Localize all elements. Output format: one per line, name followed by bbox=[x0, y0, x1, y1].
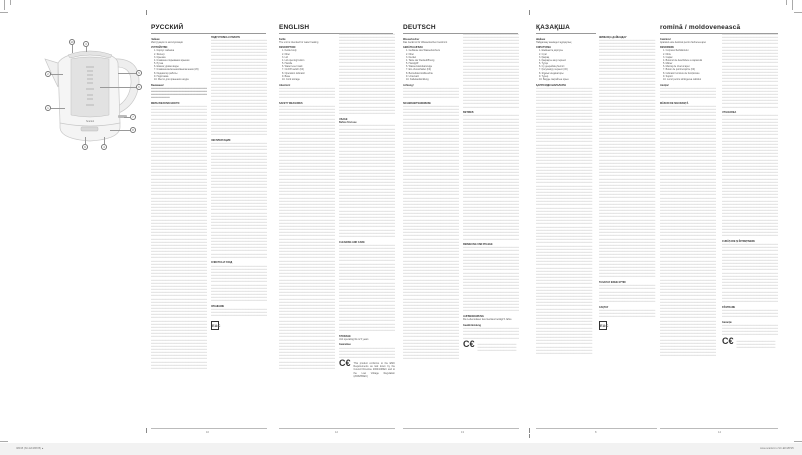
kz-paragraph: ━━━━━━━━━━━━━━━━━━━━━━━━━━━━━━━━━━━━━━━ ━━━━━━━━━━━━━━━━━━━━━━━━━━━━━━━━━━━━━━━ ━━━━━━━━━━━━━━━━━━━━━━━━━━━━━━━━━━━━━━━ bbox=[599, 308, 656, 319]
section-title-kz: ҚАЗАҚША bbox=[536, 24, 571, 31]
en-part: 8. Operation indicator bbox=[282, 71, 305, 75]
ru-storage-title: ХРАНЕНИЕ bbox=[211, 304, 225, 308]
footer-meta-left: IM015 (SC-EK18P25) ● bbox=[16, 447, 44, 450]
en-paragraph: ━━━━━━━━━━━━━━━━━━━━━━━━━━━━━━━━━━━━━━━ ━━━━━━━━━━━━━━━━━━━━━━━━━━━━━━━━━━━━━━━ ━━━━━━━━━━━━━━━━━━━━━━━━━━━━━━━━━━━━━━━ ━━━━━━━━━━━━━━━━━━━━━━━━━━━━━━━━━━━━━━━ bbox=[339, 346, 395, 359]
de-subtitle-text: Das Gerät ist für Wasserkochen bestimmt bbox=[403, 40, 448, 44]
crop-mark bbox=[0, 12, 8, 13]
ru-part: 4. Клавиша открывания крышки bbox=[154, 58, 190, 62]
eac-mark: EAC bbox=[212, 322, 221, 328]
en-part: 5. Handle bbox=[282, 62, 293, 66]
ru-use-title: ЭКСПЛУАТАЦИЯ bbox=[211, 139, 231, 142]
crop-mark bbox=[786, 0, 787, 5]
ru-part: 9. Подставка bbox=[154, 74, 169, 78]
kz-storage-title: САҚТАУ bbox=[599, 305, 609, 309]
ro-part: 4. Butonul de deschidere a capacului bbox=[663, 58, 703, 62]
page-bottom-rule bbox=[536, 428, 657, 429]
callout-leader bbox=[100, 87, 136, 88]
ro-column-2 bbox=[722, 33, 778, 423]
de-paragraph: ━━━━━━━━━━━━━━━━━━━━━━━━━━━━━━━━━━━━━━━ ━━━━━━━━━━━━━━━━━━━━━━━━━━━━━━━━━━━━━━━ ━━━━━━━━━━━━━━━━━━━━━━━━━━━━━━━━━━━━━━━ ━━━━━━━━━━━━━━━━━━━━━━━━━━━━━━━━━━━━━━━ ━━━━━━━━━━━━━━━━━━━━━━━━━━━━━━━━━━━━━━━ ━━━━━━━━━━━━━━━━━━━━━━━━━━━━━━━━━━━━━━━ ━━━━━━━━━━━━━━━━━━━━━━━━━━━━━━━━━━━━━━━ ━━━━━━━━━━━━━━━━━━━━━━━━━━━━━━━━━━━━━━━ ━━━━━━━━━━━━━━━━━━━━━━━━━━━━━━━━━━━━━━━ ━━━━━━━━━━━━━━━━━━━━━━━━━━━━━━━━━━━━━━━ ━━━━━━━━━━━━━━━━━━━━━━━━━━━━━━━━━━━━━━━ ━━━━━━━━━━━━━━━━━━━━━━━━━━━━━━━━━━━━━━━ ━━━━━━━━━━━━━━━━━━━━━━━━━━━━━━━━━━━━━━━ ━━━━━━━━━━━━━━━━━━━━━━━━━━━━━━━━━━━━━━━ ━━━━━━━━━━━━━━━━━━━━━━━━━━━━━━━━━━━━━━━ ━━━━━━━━━━━━━━━━━━━━━━━━━━━━━━━━━━━━━━━ ━━━━━━━━━━━━━━━━━━━━━━━━━━━━━━━━━━━━━━━ ━━━━━━━━━━━━━━━━━━━━━━━━━━━━━━━━━━━━━━━ ━━━━━━━━━━━━━━━━━━━━━━━━━━━━━━━━━━━━━━━ ━━━━━━━━━━━━━━━━━━━━━━━━━━━━━━━━━━━━━━━ ━━━━━━━━━━━━━━━━━━━━━━━━━━━━━━━━━━━━━━━ bbox=[463, 246, 519, 313]
fold-mark bbox=[146, 428, 147, 433]
de-ce-text: ━━━━━━━━━━━━━━━━━━━━━━━━━━━ ━━━━━━━━━━━━━━━━━━━━━━━━━━━ ━━━━━━━━━━━━━━━━━━━━━━━━━━━ bbox=[477, 342, 517, 352]
callout-6: 6 bbox=[136, 84, 142, 90]
de-service-life: Die Lebensdauer des Gerätes beträgt 5 Jahre bbox=[463, 318, 512, 322]
page-bottom-rule bbox=[660, 428, 778, 429]
kz-parts-title: СИПАТТАМА bbox=[536, 46, 551, 50]
en-warranty-title: Guarantee bbox=[339, 343, 351, 347]
page-number: 13 bbox=[461, 431, 464, 434]
kettle-diagram bbox=[40, 35, 140, 155]
ro-safety-title: MĂSURI DE SIGURANȚĂ bbox=[660, 101, 689, 105]
callout-leader bbox=[51, 74, 63, 75]
de-paragraph: ━━━━━━━━━━━━━━━━━━━━━━━━━━━━━━━━━━━━━━━ ━━━━━━━━━━━━━━━━━━━━━━━━━━━━━━━━━━━━━━━ ━━━━━━━━━━━━━━━━━━━━━━━━━━━━━━━━━━━━━━━ ━━━━━━━━━━━━━━━━━━━━━━━━━━━━━━━━━━━━━━━ bbox=[463, 327, 519, 340]
callout-2: 2 bbox=[45, 71, 51, 77]
en-ce-text: This product conforms to the EMC Requirements as laid down by the Council Directive 2004/108/EC and to the Low Voltage Regulation (2006/95/EC) bbox=[353, 362, 395, 378]
ru-paragraph: ━━━━━━━━━━━━━━━━━━━━━━━━━━━━━━━━━━━━━━━ ━━━━━━━━━━━━━━━━━━━━━━━━━━━━━━━━━━━━━━━ ━━━━━━━━━━━━━━━━━━━━━━━━━━━━━━━━━━━━━━━ ━━━━━━━━━━━━━━━━━━━━━━━━━━━━━━━━━━━━━━━ ━━━━━━━━━━━━━━━━━━━━━━━━━━━━━━━━━━━━━━━ ━━━━━━━━━━━━━━━━━━━━━━━━━━━━━━━━━━━━━━━ ━━━━━━━━━━━━━━━━━━━━━━━━━━━━━━━━━━━━━━━ ━━━━━━━━━━━━━━━━━━━━━━━━━━━━━━━━━━━━━━━ ━━━━━━━━━━━━━━━━━━━━━━━━━━━━━━━━━━━━━━━ ━━━━━━━━━━━━━━━━━━━━━━━━━━━━━━━━━━━━━━━ ━━━━━━━━━━━━━━━━━━━━━━━━━━━━━━━━━━━━━━━ ━━━━━━━━━━━━━━━━━━━━━━━━━━━━━━━━━━━━━━━ ━━━━━━━━━━━━━━━━━━━━━━━━━━━━━━━━━━━━━━━ ━━━━━━━━━━━━━━━━━━━━━━━━━━━━━━━━━━━━━━━ ━━━━━━━━━━━━━━━━━━━━━━━━━━━━━━━━━━━━━━━ ━━━━━━━━━━━━━━━━━━━━━━━━━━━━━━━━━━━━━━━ ━━━━━━━━━━━━━━━━━━━━━━━━━━━━━━━━━━━━━━━ ━━━━━━━━━━━━━━━━━━━━━━━━━━━━━━━━━━━━━━━ ━━━━━━━━━━━━━━━━━━━━━━━━━━━━━━━━━━━━━━━ ━━━━━━━━━━━━━━━━━━━━━━━━━━━━━━━━━━━━━━━ ━━━━━━━━━━━━━━━━━━━━━━━━━━━━━━━━━━━━━━━ ━━━━━━━━━━━━━━━━━━━━━━━━━━━━━━━━━━━━━━━ ━━━━━━━━━━━━━━━━━━━━━━━━━━━━━━━━━━━━━━━ ━━━━━━━━━━━━━━━━━━━━━━━━━━━━━━━━━━━━━━━ ━━━━━━━━━━━━━━━━━━━━━━━━━━━━━━━━━━━━━━━ ━━━━━━━━━━━━━━━━━━━━━━━━━━━━━━━━━━━━━━━ ━━━━━━━━━━━━━━━━━━━━━━━━━━━━━━━━━━━━━━━ ━━━━━━━━━━━━━━━━━━━━━━━━━━━━━━━━━━━━━━━ ━━━━━━━━━━━━━━━━━━━━━━━━━━━━━━━━━━━━━━━ ━━━━━━━━━━━━━━━━━━━━━━━━━━━━━━━━━━━━━━━ ━━━━━━━━━━━━━━━━━━━━━━━━━━━━━━━━━━━━━━━ bbox=[211, 38, 267, 137]
callout-9: 9 bbox=[82, 144, 88, 150]
ro-cleaning-title: CURĂȚARE ȘI ÎNTREȚINERE bbox=[722, 240, 755, 243]
de-part: 9. Untersatz bbox=[406, 74, 419, 78]
de-column-2 bbox=[463, 33, 519, 423]
ro-part: 10. Locul pentru strângerea cablului bbox=[663, 77, 702, 81]
callout-leader bbox=[124, 117, 130, 118]
de-part: 5. Handgriff bbox=[406, 62, 419, 66]
fold-mark bbox=[529, 434, 530, 438]
ru-part: 8. Индикатор работы bbox=[154, 71, 178, 75]
ru-part: 7. Клавиша включения/выключения (I/0) bbox=[154, 68, 199, 72]
de-operation-title: BETRIEB bbox=[463, 111, 474, 115]
section-title-en: ENGLISH bbox=[279, 24, 310, 31]
ce-mark-icon: C€ bbox=[722, 335, 734, 346]
kz-part: 8. Жұмыс индикаторы bbox=[539, 71, 564, 75]
callout-5: 5 bbox=[136, 70, 142, 76]
ru-operation-title: ПОДГОТОВКА К РАБОТЕ bbox=[211, 35, 241, 39]
ru-parts-title: УСТРОЙСТВО bbox=[151, 46, 168, 50]
de-part: 8. Betriebskontrollleuchte bbox=[406, 71, 433, 75]
title-rule bbox=[536, 33, 596, 34]
kz-paragraph: ━━━━━━━━━━━━━━━━━━━━━━━━━━━━━━━━━━━━━━━ ━━━━━━━━━━━━━━━━━━━━━━━━━━━━━━━━━━━━━━━ ━━━━━━━━━━━━━━━━━━━━━━━━━━━━━━━━━━━━━━━ ━━━━━━━━━━━━━━━━━━━━━━━━━━━━━━━━━━━━━━━ ━━━━━━━━━━━━━━━━━━━━━━━━━━━━━━━━━━━━━━━ ━━━━━━━━━━━━━━━━━━━━━━━━━━━━━━━━━━━━━━━ ━━━━━━━━━━━━━━━━━━━━━━━━━━━━━━━━━━━━━━━ ━━━━━━━━━━━━━━━━━━━━━━━━━━━━━━━━━━━━━━━ ━━━━━━━━━━━━━━━━━━━━━━━━━━━━━━━━━━━━━━━ ━━━━━━━━━━━━━━━━━━━━━━━━━━━━━━━━━━━━━━━ ━━━━━━━━━━━━━━━━━━━━━━━━━━━━━━━━━━━━━━━ ━━━━━━━━━━━━━━━━━━━━━━━━━━━━━━━━━━━━━━━ ━━━━━━━━━━━━━━━━━━━━━━━━━━━━━━━━━━━━━━━ ━━━━━━━━━━━━━━━━━━━━━━━━━━━━━━━━━━━━━━━ ━━━━━━━━━━━━━━━━━━━━━━━━━━━━━━━━━━━━━━━ ━━━━━━━━━━━━━━━━━━━━━━━━━━━━━━━━━━━━━━━ ━━━━━━━━━━━━━━━━━━━━━━━━━━━━━━━━━━━━━━━ ━━━━━━━━━━━━━━━━━━━━━━━━━━━━━━━━━━━━━━━ ━━━━━━━━━━━━━━━━━━━━━━━━━━━━━━━━━━━━━━━ ━━━━━━━━━━━━━━━━━━━━━━━━━━━━━━━━━━━━━━━ ━━━━━━━━━━━━━━━━━━━━━━━━━━━━━━━━━━━━━━━ ━━━━━━━━━━━━━━━━━━━━━━━━━━━━━━━━━━━━━━━ ━━━━━━━━━━━━━━━━━━━━━━━━━━━━━━━━━━━━━━━ ━━━━━━━━━━━━━━━━━━━━━━━━━━━━━━━━━━━━━━━ ━━━━━━━━━━━━━━━━━━━━━━━━━━━━━━━━━━━━━━━ ━━━━━━━━━━━━━━━━━━━━━━━━━━━━━━━━━━━━━━━ ━━━━━━━━━━━━━━━━━━━━━━━━━━━━━━━━━━━━━━━ ━━━━━━━━━━━━━━━━━━━━━━━━━━━━━━━━━━━━━━━ ━━━━━━━━━━━━━━━━━━━━━━━━━━━━━━━━━━━━━━━ ━━━━━━━━━━━━━━━━━━━━━━━━━━━━━━━━━━━━━━━ ━━━━━━━━━━━━━━━━━━━━━━━━━━━━━━━━━━━━━━━ ━━━━━━━━━━━━━━━━━━━━━━━━━━━━━━━━━━━━━━━ ━━━━━━━━━━━━━━━━━━━━━━━━━━━━━━━━━━━━━━━ ━━━━━━━━━━━━━━━━━━━━━━━━━━━━━━━━━━━━━━━ ━━━━━━━━━━━━━━━━━━━━━━━━━━━━━━━━━━━━━━━ ━━━━━━━━━━━━━━━━━━━━━━━━━━━━━━━━━━━━━━━ ━━━━━━━━━━━━━━━━━━━━━━━━━━━━━━━━━━━━━━━ ━━━━━━━━━━━━━━━━━━━━━━━━━━━━━━━━━━━━━━━ ━━━━━━━━━━━━━━━━━━━━━━━━━━━━━━━━━━━━━━━ ━━━━━━━━━━━━━━━━━━━━━━━━━━━━━━━━━━━━━━━ ━━━━━━━━━━━━━━━━━━━━━━━━━━━━━━━━━━━━━━━ ━━━━━━━━━━━━━━━━━━━━━━━━━━━━━━━━━━━━━━━ ━━━━━━━━━━━━━━━━━━━━━━━━━━━━━━━━━━━━━━━ ━━━━━━━━━━━━━━━━━━━━━━━━━━━━━━━━━━━━━━━ ━━━━━━━━━━━━━━━━━━━━━━━━━━━━━━━━━━━━━━━ ━━━━━━━━━━━━━━━━━━━━━━━━━━━━━━━━━━━━━━━ ━━━━━━━━━━━━━━━━━━━━━━━━━━━━━━━━━━━━━━━ ━━━━━━━━━━━━━━━━━━━━━━━━━━━━━━━━━━━━━━━ ━━━━━━━━━━━━━━━━━━━━━━━━━━━━━━━━━━━━━━━ ━━━━━━━━━━━━━━━━━━━━━━━━━━━━━━━━━━━━━━━ ━━━━━━━━━━━━━━━━━━━━━━━━━━━━━━━━━━━━━━━ ━━━━━━━━━━━━━━━━━━━━━━━━━━━━━━━━━━━━━━━ ━━━━━━━━━━━━━━━━━━━━━━━━━━━━━━━━━━━━━━━ ━━━━━━━━━━━━━━━━━━━━━━━━━━━━━━━━━━━━━━━ ━━━━━━━━━━━━━━━━━━━━━━━━━━━━━━━━━━━━━━━ ━━━━━━━━━━━━━━━━━━━━━━━━━━━━━━━━━━━━━━━ ━━━━━━━━━━━━━━━━━━━━━━━━━━━━━━━━━━━━━━━ ━━━━━━━━━━━━━━━━━━━━━━━━━━━━━━━━━━━━━━━ ━━━━━━━━━━━━━━━━━━━━━━━━━━━━━━━━━━━━━━━ ━━━━━━━━━━━━━━━━━━━━━━━━━━━━━━━━━━━━━━━ ━━━━━━━━━━━━━━━━━━━━━━━━━━━━━━━━━━━━━━━ ━━━━━━━━━━━━━━━━━━━━━━━━━━━━━━━━━━━━━━━ ━━━━━━━━━━━━━━━━━━━━━━━━━━━━━━━━━━━━━━━ ━━━━━━━━━━━━━━━━━━━━━━━━━━━━━━━━━━━━━━━ ━━━━━━━━━━━━━━━━━━━━━━━━━━━━━━━━━━━━━━━ ━━━━━━━━━━━━━━━━━━━━━━━━━━━━━━━━━━━━━━━ ━━━━━━━━━━━━━━━━━━━━━━━━━━━━━━━━━━━━━━━ ━━━━━━━━━━━━━━━━━━━━━━━━━━━━━━━━━━━━━━━ ━━━━━━━━━━━━━━━━━━━━━━━━━━━━━━━━━━━━━━━ ━━━━━━━━━━━━━━━━━━━━━━━━━━━━━━━━━━━━━━━ ━━━━━━━━━━━━━━━━━━━━━━━━━━━━━━━━━━━━━━━ ━━━━━━━━━━━━━━━━━━━━━━━━━━━━━━━━━━━━━━━ ━━━━━━━━━━━━━━━━━━━━━━━━━━━━━━━━━━━━━━━ ━━━━━━━━━━━━━━━━━━━━━━━━━━━━━━━━━━━━━━━ ━━━━━━━━━━━━━━━━━━━━━━━━━━━━━━━━━━━━━━━ ━━━━━━━━━━━━━━━━━━━━━━━━━━━━━━━━━━━━━━━ ━━━━━━━━━━━━━━━━━━━━━━━━━━━━━━━━━━━━━━━ ━━━━━━━━━━━━━━━━━━━━━━━━━━━━━━━━━━━━━━━ ━━━━━━━━━━━━━━━━━━━━━━━━━━━━━━━━━━━━━━━ ━━━━━━━━━━━━━━━━━━━━━━━━━━━━━━━━━━━━━━━ ━━━━━━━━━━━━━━━━━━━━━━━━━━━━━━━━━━━━━━━ ━━━━━━━━━━━━━━━━━━━━━━━━━━━━━━━━━━━━━━━ ━━━━━━━━━━━━━━━━━━━━━━━━━━━━━━━━━━━━━━━ ━━━━━━━━━━━━━━━━━━━━━━━━━━━━━━━━━━━━━━━ ━━━━━━━━━━━━━━━━━━━━━━━━━━━━━━━━━━━━━━━ bbox=[536, 86, 593, 355]
kz-part: 5. Тұтқа bbox=[539, 62, 548, 66]
callout-leader bbox=[85, 137, 86, 144]
kz-subtitle-text: Пайдалану жөніндегі нұсқаулық bbox=[536, 40, 572, 44]
en-part: 2. Filter bbox=[282, 52, 290, 56]
ce-mark-icon: C€ bbox=[339, 358, 351, 369]
en-paragraph: ━━━━━━━━━━━━━━━━━━━━━━━━━━━━━━━━━━━━━━━ ━━━━━━━━━━━━━━━━━━━━━━━━━━━━━━━━━━━━━━━ ━━━━━━━━━━━━━━━━━━━━━━━━━━━━━━━━━━━━━━━ ━━━━━━━━━━━━━━━━━━━━━━━━━━━━━━━━━━━━━━━ ━━━━━━━━━━━━━━━━━━━━━━━━━━━━━━━━━━━━━━━ ━━━━━━━━━━━━━━━━━━━━━━━━━━━━━━━━━━━━━━━ ━━━━━━━━━━━━━━━━━━━━━━━━━━━━━━━━━━━━━━━ ━━━━━━━━━━━━━━━━━━━━━━━━━━━━━━━━━━━━━━━ ━━━━━━━━━━━━━━━━━━━━━━━━━━━━━━━━━━━━━━━ ━━━━━━━━━━━━━━━━━━━━━━━━━━━━━━━━━━━━━━━ ━━━━━━━━━━━━━━━━━━━━━━━━━━━━━━━━━━━━━━━ ━━━━━━━━━━━━━━━━━━━━━━━━━━━━━━━━━━━━━━━ ━━━━━━━━━━━━━━━━━━━━━━━━━━━━━━━━━━━━━━━ ━━━━━━━━━━━━━━━━━━━━━━━━━━━━━━━━━━━━━━━ ━━━━━━━━━━━━━━━━━━━━━━━━━━━━━━━━━━━━━━━ ━━━━━━━━━━━━━━━━━━━━━━━━━━━━━━━━━━━━━━━ ━━━━━━━━━━━━━━━━━━━━━━━━━━━━━━━━━━━━━━━ ━━━━━━━━━━━━━━━━━━━━━━━━━━━━━━━━━━━━━━━ ━━━━━━━━━━━━━━━━━━━━━━━━━━━━━━━━━━━━━━━ ━━━━━━━━━━━━━━━━━━━━━━━━━━━━━━━━━━━━━━━ ━━━━━━━━━━━━━━━━━━━━━━━━━━━━━━━━━━━━━━━ ━━━━━━━━━━━━━━━━━━━━━━━━━━━━━━━━━━━━━━━ ━━━━━━━━━━━━━━━━━━━━━━━━━━━━━━━━━━━━━━━ ━━━━━━━━━━━━━━━━━━━━━━━━━━━━━━━━━━━━━━━ ━━━━━━━━━━━━━━━━━━━━━━━━━━━━━━━━━━━━━━━ ━━━━━━━━━━━━━━━━━━━━━━━━━━━━━━━━━━━━━━━ ━━━━━━━━━━━━━━━━━━━━━━━━━━━━━━━━━━━━━━━ ━━━━━━━━━━━━━━━━━━━━━━━━━━━━━━━━━━━━━━━ ━━━━━━━━━━━━━━━━━━━━━━━━━━━━━━━━━━━━━━━ ━━━━━━━━━━━━━━━━━━━━━━━━━━━━━━━━━━━━━━━ ━━━━━━━━━━━━━━━━━━━━━━━━━━━━━━━━━━━━━━━ ━━━━━━━━━━━━━━━━━━━━━━━━━━━━━━━━━━━━━━━ ━━━━━━━━━━━━━━━━━━━━━━━━━━━━━━━━━━━━━━━ ━━━━━━━━━━━━━━━━━━━━━━━━━━━━━━━━━━━━━━━ ━━━━━━━━━━━━━━━━━━━━━━━━━━━━━━━━━━━━━━━ ━━━━━━━━━━━━━━━━━━━━━━━━━━━━━━━━━━━━━━━ ━━━━━━━━━━━━━━━━━━━━━━━━━━━━━━━━━━━━━━━ ━━━━━━━━━━━━━━━━━━━━━━━━━━━━━━━━━━━━━━━ ━━━━━━━━━━━━━━━━━━━━━━━━━━━━━━━━━━━━━━━ ━━━━━━━━━━━━━━━━━━━━━━━━━━━━━━━━━━━━━━━ ━━━━━━━━━━━━━━━━━━━━━━━━━━━━━━━━━━━━━━━ ━━━━━━━━━━━━━━━━━━━━━━━━━━━━━━━━━━━━━━━ ━━━━━━━━━━━━━━━━━━━━━━━━━━━━━━━━━━━━━━━ ━━━━━━━━━━━━━━━━━━━━━━━━━━━━━━━━━━━━━━━ ━━━━━━━━━━━━━━━━━━━━━━━━━━━━━━━━━━━━━━━ ━━━━━━━━━━━━━━━━━━━━━━━━━━━━━━━━━━━━━━━ ━━━━━━━━━━━━━━━━━━━━━━━━━━━━━━━━━━━━━━━ ━━━━━━━━━━━━━━━━━━━━━━━━━━━━━━━━━━━━━━━ ━━━━━━━━━━━━━━━━━━━━━━━━━━━━━━━━━━━━━━━ ━━━━━━━━━━━━━━━━━━━━━━━━━━━━━━━━━━━━━━━ ━━━━━━━━━━━━━━━━━━━━━━━━━━━━━━━━━━━━━━━ ━━━━━━━━━━━━━━━━━━━━━━━━━━━━━━━━━━━━━━━ ━━━━━━━━━━━━━━━━━━━━━━━━━━━━━━━━━━━━━━━ ━━━━━━━━━━━━━━━━━━━━━━━━━━━━━━━━━━━━━━━ ━━━━━━━━━━━━━━━━━━━━━━━━━━━━━━━━━━━━━━━ ━━━━━━━━━━━━━━━━━━━━━━━━━━━━━━━━━━━━━━━ ━━━━━━━━━━━━━━━━━━━━━━━━━━━━━━━━━━━━━━━ ━━━━━━━━━━━━━━━━━━━━━━━━━━━━━━━━━━━━━━━ ━━━━━━━━━━━━━━━━━━━━━━━━━━━━━━━━━━━━━━━ ━━━━━━━━━━━━━━━━━━━━━━━━━━━━━━━━━━━━━━━ ━━━━━━━━━━━━━━━━━━━━━━━━━━━━━━━━━━━━━━━ ━━━━━━━━━━━━━━━━━━━━━━━━━━━━━━━━━━━━━━━ ━━━━━━━━━━━━━━━━━━━━━━━━━━━━━━━━━━━━━━━ ━━━━━━━━━━━━━━━━━━━━━━━━━━━━━━━━━━━━━━━ ━━━━━━━━━━━━━━━━━━━━━━━━━━━━━━━━━━━━━━━ ━━━━━━━━━━━━━━━━━━━━━━━━━━━━━━━━━━━━━━━ ━━━━━━━━━━━━━━━━━━━━━━━━━━━━━━━━━━━━━━━ ━━━━━━━━━━━━━━━━━━━━━━━━━━━━━━━━━━━━━━━ ━━━━━━━━━━━━━━━━━━━━━━━━━━━━━━━━━━━━━━━ ━━━━━━━━━━━━━━━━━━━━━━━━━━━━━━━━━━━━━━━ ━━━━━━━━━━━━━━━━━━━━━━━━━━━━━━━━━━━━━━━ ━━━━━━━━━━━━━━━━━━━━━━━━━━━━━━━━━━━━━━━ ━━━━━━━━━━━━━━━━━━━━━━━━━━━━━━━━━━━━━━━ ━━━━━━━━━━━━━━━━━━━━━━━━━━━━━━━━━━━━━━━ ━━━━━━━━━━━━━━━━━━━━━━━━━━━━━━━━━━━━━━━ ━━━━━━━━━━━━━━━━━━━━━━━━━━━━━━━━━━━━━━━ ━━━━━━━━━━━━━━━━━━━━━━━━━━━━━━━━━━━━━━━ ━━━━━━━━━━━━━━━━━━━━━━━━━━━━━━━━━━━━━━━ ━━━━━━━━━━━━━━━━━━━━━━━━━━━━━━━━━━━━━━━ ━━━━━━━━━━━━━━━━━━━━━━━━━━━━━━━━━━━━━━━ ━━━━━━━━━━━━━━━━━━━━━━━━━━━━━━━━━━━━━━━ ━━━━━━━━━━━━━━━━━━━━━━━━━━━━━━━━━━━━━━━ ━━━━━━━━━━━━━━━━━━━━━━━━━━━━━━━━━━━━━━━ ━━━━━━━━━━━━━━━━━━━━━━━━━━━━━━━━━━━━━━━ bbox=[279, 104, 335, 370]
en-service-life: Unit operating life is 5 years bbox=[339, 337, 369, 341]
kz-part: 9. Тұғыр bbox=[539, 74, 549, 78]
ro-column-1 bbox=[660, 35, 716, 425]
callout-3: 3 bbox=[83, 41, 89, 47]
de-part: 7. Ein-/Ausschalter (I/0) bbox=[406, 68, 431, 72]
de-part: 3. Deckel bbox=[406, 55, 416, 59]
en-ce-block bbox=[339, 358, 395, 378]
page-number: 12 bbox=[335, 431, 338, 434]
ro-ce-text: ━━━━━━━━━━━━━━━━━━━━━━━━━━━ ━━━━━━━━━━━━━━━━━━━━━━━━━━━ ━━━━━━━━━━━━━━━━━━━━━━━━━━━ bbox=[736, 339, 776, 349]
ro-part: 3. Capac bbox=[663, 55, 673, 59]
kz-paragraph: ━━━━━━━━━━━━━━━━━━━━━━━━━━━━━━━━━━━━━━━ ━━━━━━━━━━━━━━━━━━━━━━━━━━━━━━━━━━━━━━━ ━━━━━━━━━━━━━━━━━━━━━━━━━━━━━━━━━━━━━━━ ━━━━━━━━━━━━━━━━━━━━━━━━━━━━━━━━━━━━━━━ ━━━━━━━━━━━━━━━━━━━━━━━━━━━━━━━━━━━━━━━ ━━━━━━━━━━━━━━━━━━━━━━━━━━━━━━━━━━━━━━━ bbox=[599, 284, 656, 303]
en-part: 9. Base bbox=[282, 74, 291, 78]
ru-part: 2. Фильтр bbox=[154, 52, 165, 56]
en-part: 6. Water level mark bbox=[282, 65, 303, 69]
page-number: 14 bbox=[718, 431, 721, 434]
ru-part: 1. Корпус чайника bbox=[154, 49, 175, 53]
callout-4: 4 bbox=[101, 144, 107, 150]
footer-strip bbox=[0, 443, 802, 455]
en-subtitle-text: The unit is intended for water heating bbox=[279, 40, 319, 44]
ru-part: 3. Крышка bbox=[154, 55, 166, 59]
de-storage-title: AUFBEWAHRUNG bbox=[463, 315, 484, 319]
callout-leader bbox=[104, 137, 105, 144]
ro-parts-title: DESCRIERE bbox=[660, 46, 674, 50]
ro-warranty-title: Garanție bbox=[722, 320, 732, 324]
en-cleaning-title: CLEANING AND CARE bbox=[339, 240, 365, 244]
de-safety-title: SICHERHEITSHINWEISE bbox=[403, 101, 431, 105]
kz-part: 2. Сүзгі bbox=[539, 52, 548, 56]
en-part: 7. On/Off switch (I/0) bbox=[282, 68, 304, 72]
ru-column-2 bbox=[211, 33, 267, 423]
en-before-use-title: Before first use bbox=[339, 121, 357, 125]
de-attention-title: Achtung! bbox=[403, 83, 414, 87]
en-parts-list bbox=[279, 49, 335, 81]
kz-column-2 bbox=[599, 33, 657, 423]
de-part: 10. Kabelaufwicklung bbox=[406, 77, 429, 81]
kz-part: 6. Су деңгейінің белгісі bbox=[539, 65, 565, 69]
kz-part: 10. Бауды сақтайтын орын bbox=[539, 77, 569, 81]
callout-leader bbox=[118, 73, 136, 74]
de-parts-title: GERÄTEAUFBAU bbox=[403, 46, 424, 50]
en-parts-title: DESCRIPTION bbox=[279, 46, 296, 50]
ru-attention-title: Внимание! bbox=[151, 83, 164, 87]
callout-10: 10 bbox=[70, 41, 74, 44]
de-parts-list bbox=[403, 49, 459, 81]
en-part: 1. Kettle body bbox=[282, 49, 297, 53]
page-number: 8 bbox=[595, 431, 597, 434]
callout-leader bbox=[110, 130, 130, 131]
ru-subtitle-text: Инструкция по эксплуатации bbox=[151, 40, 183, 44]
ru-part: 10. Место для хранения шнура bbox=[154, 77, 189, 81]
kz-column-1 bbox=[536, 35, 594, 425]
de-paragraph: ━━━━━━━━━━━━━━━━━━━━━━━━━━━━━━━━━━━━━━━ ━━━━━━━━━━━━━━━━━━━━━━━━━━━━━━━━━━━━━━━ ━━━━━━━━━━━━━━━━━━━━━━━━━━━━━━━━━━━━━━━ ━━━━━━━━━━━━━━━━━━━━━━━━━━━━━━━━━━━━━━━ bbox=[403, 86, 459, 100]
en-operation-title: USAGE bbox=[339, 117, 348, 121]
crop-mark bbox=[4, 0, 5, 10]
en-part: 3. Lid bbox=[282, 55, 288, 59]
ro-part: 5. Mâner bbox=[663, 62, 673, 66]
callout-leader bbox=[72, 45, 73, 53]
ro-subtitle-text: Aparatul este destinat pentru fierberea apei bbox=[660, 40, 706, 44]
page-bottom-rule bbox=[151, 428, 267, 429]
de-paragraph: ━━━━━━━━━━━━━━━━━━━━━━━━━━━━━━━━━━━━━━━ ━━━━━━━━━━━━━━━━━━━━━━━━━━━━━━━━━━━━━━━ ━━━━━━━━━━━━━━━━━━━━━━━━━━━━━━━━━━━━━━━ ━━━━━━━━━━━━━━━━━━━━━━━━━━━━━━━━━━━━━━━ ━━━━━━━━━━━━━━━━━━━━━━━━━━━━━━━━━━━━━━━ ━━━━━━━━━━━━━━━━━━━━━━━━━━━━━━━━━━━━━━━ ━━━━━━━━━━━━━━━━━━━━━━━━━━━━━━━━━━━━━━━ ━━━━━━━━━━━━━━━━━━━━━━━━━━━━━━━━━━━━━━━ ━━━━━━━━━━━━━━━━━━━━━━━━━━━━━━━━━━━━━━━ ━━━━━━━━━━━━━━━━━━━━━━━━━━━━━━━━━━━━━━━ ━━━━━━━━━━━━━━━━━━━━━━━━━━━━━━━━━━━━━━━ ━━━━━━━━━━━━━━━━━━━━━━━━━━━━━━━━━━━━━━━ ━━━━━━━━━━━━━━━━━━━━━━━━━━━━━━━━━━━━━━━ ━━━━━━━━━━━━━━━━━━━━━━━━━━━━━━━━━━━━━━━ ━━━━━━━━━━━━━━━━━━━━━━━━━━━━━━━━━━━━━━━ ━━━━━━━━━━━━━━━━━━━━━━━━━━━━━━━━━━━━━━━ ━━━━━━━━━━━━━━━━━━━━━━━━━━━━━━━━━━━━━━━ ━━━━━━━━━━━━━━━━━━━━━━━━━━━━━━━━━━━━━━━ ━━━━━━━━━━━━━━━━━━━━━━━━━━━━━━━━━━━━━━━ ━━━━━━━━━━━━━━━━━━━━━━━━━━━━━━━━━━━━━━━ ━━━━━━━━━━━━━━━━━━━━━━━━━━━━━━━━━━━━━━━ ━━━━━━━━━━━━━━━━━━━━━━━━━━━━━━━━━━━━━━━ ━━━━━━━━━━━━━━━━━━━━━━━━━━━━━━━━━━━━━━━ ━━━━━━━━━━━━━━━━━━━━━━━━━━━━━━━━━━━━━━━ ━━━━━━━━━━━━━━━━━━━━━━━━━━━━━━━━━━━━━━━ ━━━━━━━━━━━━━━━━━━━━━━━━━━━━━━━━━━━━━━━ ━━━━━━━━━━━━━━━━━━━━━━━━━━━━━━━━━━━━━━━ ━━━━━━━━━━━━━━━━━━━━━━━━━━━━━━━━━━━━━━━ ━━━━━━━━━━━━━━━━━━━━━━━━━━━━━━━━━━━━━━━ ━━━━━━━━━━━━━━━━━━━━━━━━━━━━━━━━━━━━━━━ ━━━━━━━━━━━━━━━━━━━━━━━━━━━━━━━━━━━━━━━ ━━━━━━━━━━━━━━━━━━━━━━━━━━━━━━━━━━━━━━━ ━━━━━━━━━━━━━━━━━━━━━━━━━━━━━━━━━━━━━━━ ━━━━━━━━━━━━━━━━━━━━━━━━━━━━━━━━━━━━━━━ ━━━━━━━━━━━━━━━━━━━━━━━━━━━━━━━━━━━━━━━ ━━━━━━━━━━━━━━━━━━━━━━━━━━━━━━━━━━━━━━━ ━━━━━━━━━━━━━━━━━━━━━━━━━━━━━━━━━━━━━━━ ━━━━━━━━━━━━━━━━━━━━━━━━━━━━━━━━━━━━━━━ ━━━━━━━━━━━━━━━━━━━━━━━━━━━━━━━━━━━━━━━ ━━━━━━━━━━━━━━━━━━━━━━━━━━━━━━━━━━━━━━━ bbox=[463, 114, 519, 241]
en-paragraph: ━━━━━━━━━━━━━━━━━━━━━━━━━━━━━━━━━━━━━━━ ━━━━━━━━━━━━━━━━━━━━━━━━━━━━━━━━━━━━━━━ ━━━━━━━━━━━━━━━━━━━━━━━━━━━━━━━━━━━━━━━ ━━━━━━━━━━━━━━━━━━━━━━━━━━━━━━━━━━━━━━━ bbox=[279, 86, 335, 100]
de-part: 4. Taste der Deckelöffnung bbox=[406, 58, 435, 62]
en-part: 4. Lid opening button bbox=[282, 58, 305, 62]
fold-mark bbox=[146, 10, 147, 15]
ru-paragraph: ━━━━━━━━━━━━━━━━━━━━━━━━━━━━━━━━━━━━━━━ ━━━━━━━━━━━━━━━━━━━━━━━━━━━━━━━━━━━━━━━ ━━━━━━━━━━━━━━━━━━━━━━━━━━━━━━━━━━━━━━━ ━━━━━━━━━━━━━━━━━━━━━━━━━━━━━━━━━━━━━━━ ━━━━━━━━━━━━━━━━━━━━━━━━━━━━━━━━━━━━━━━ ━━━━━━━━━━━━━━━━━━━━━━━━━━━━━━━━━━━━━━━ ━━━━━━━━━━━━━━━━━━━━━━━━━━━━━━━━━━━━━━━ ━━━━━━━━━━━━━━━━━━━━━━━━━━━━━━━━━━━━━━━ ━━━━━━━━━━━━━━━━━━━━━━━━━━━━━━━━━━━━━━━ ━━━━━━━━━━━━━━━━━━━━━━━━━━━━━━━━━━━━━━━ ━━━━━━━━━━━━━━━━━━━━━━━━━━━━━━━━━━━━━━━ ━━━━━━━━━━━━━━━━━━━━━━━━━━━━━━━━━━━━━━━ bbox=[211, 264, 267, 303]
ru-safety-title: МЕРЫ БЕЗОПАСНОСТИ bbox=[151, 101, 180, 105]
section-title-de: DEUTSCH bbox=[403, 24, 436, 31]
kz-paragraph: ━━━━━━━━━━━━━━━━━━━━━━━━━━━━━━━━━━━━━━━ ━━━━━━━━━━━━━━━━━━━━━━━━━━━━━━━━━━━━━━━ ━━━━━━━━━━━━━━━━━━━━━━━━━━━━━━━━━━━━━━━ ━━━━━━━━━━━━━━━━━━━━━━━━━━━━━━━━━━━━━━━ ━━━━━━━━━━━━━━━━━━━━━━━━━━━━━━━━━━━━━━━ ━━━━━━━━━━━━━━━━━━━━━━━━━━━━━━━━━━━━━━━ ━━━━━━━━━━━━━━━━━━━━━━━━━━━━━━━━━━━━━━━ ━━━━━━━━━━━━━━━━━━━━━━━━━━━━━━━━━━━━━━━ ━━━━━━━━━━━━━━━━━━━━━━━━━━━━━━━━━━━━━━━ ━━━━━━━━━━━━━━━━━━━━━━━━━━━━━━━━━━━━━━━ ━━━━━━━━━━━━━━━━━━━━━━━━━━━━━━━━━━━━━━━ ━━━━━━━━━━━━━━━━━━━━━━━━━━━━━━━━━━━━━━━ ━━━━━━━━━━━━━━━━━━━━━━━━━━━━━━━━━━━━━━━ ━━━━━━━━━━━━━━━━━━━━━━━━━━━━━━━━━━━━━━━ ━━━━━━━━━━━━━━━━━━━━━━━━━━━━━━━━━━━━━━━ ━━━━━━━━━━━━━━━━━━━━━━━━━━━━━━━━━━━━━━━ ━━━━━━━━━━━━━━━━━━━━━━━━━━━━━━━━━━━━━━━ ━━━━━━━━━━━━━━━━━━━━━━━━━━━━━━━━━━━━━━━ ━━━━━━━━━━━━━━━━━━━━━━━━━━━━━━━━━━━━━━━ ━━━━━━━━━━━━━━━━━━━━━━━━━━━━━━━━━━━━━━━ ━━━━━━━━━━━━━━━━━━━━━━━━━━━━━━━━━━━━━━━ ━━━━━━━━━━━━━━━━━━━━━━━━━━━━━━━━━━━━━━━ ━━━━━━━━━━━━━━━━━━━━━━━━━━━━━━━━━━━━━━━ ━━━━━━━━━━━━━━━━━━━━━━━━━━━━━━━━━━━━━━━ ━━━━━━━━━━━━━━━━━━━━━━━━━━━━━━━━━━━━━━━ ━━━━━━━━━━━━━━━━━━━━━━━━━━━━━━━━━━━━━━━ ━━━━━━━━━━━━━━━━━━━━━━━━━━━━━━━━━━━━━━━ ━━━━━━━━━━━━━━━━━━━━━━━━━━━━━━━━━━━━━━━ ━━━━━━━━━━━━━━━━━━━━━━━━━━━━━━━━━━━━━━━ ━━━━━━━━━━━━━━━━━━━━━━━━━━━━━━━━━━━━━━━ ━━━━━━━━━━━━━━━━━━━━━━━━━━━━━━━━━━━━━━━ ━━━━━━━━━━━━━━━━━━━━━━━━━━━━━━━━━━━━━━━ ━━━━━━━━━━━━━━━━━━━━━━━━━━━━━━━━━━━━━━━ ━━━━━━━━━━━━━━━━━━━━━━━━━━━━━━━━━━━━━━━ ━━━━━━━━━━━━━━━━━━━━━━━━━━━━━━━━━━━━━━━ ━━━━━━━━━━━━━━━━━━━━━━━━━━━━━━━━━━━━━━━ ━━━━━━━━━━━━━━━━━━━━━━━━━━━━━━━━━━━━━━━ ━━━━━━━━━━━━━━━━━━━━━━━━━━━━━━━━━━━━━━━ ━━━━━━━━━━━━━━━━━━━━━━━━━━━━━━━━━━━━━━━ ━━━━━━━━━━━━━━━━━━━━━━━━━━━━━━━━━━━━━━━ ━━━━━━━━━━━━━━━━━━━━━━━━━━━━━━━━━━━━━━━ ━━━━━━━━━━━━━━━━━━━━━━━━━━━━━━━━━━━━━━━ ━━━━━━━━━━━━━━━━━━━━━━━━━━━━━━━━━━━━━━━ ━━━━━━━━━━━━━━━━━━━━━━━━━━━━━━━━━━━━━━━ ━━━━━━━━━━━━━━━━━━━━━━━━━━━━━━━━━━━━━━━ ━━━━━━━━━━━━━━━━━━━━━━━━━━━━━━━━━━━━━━━ ━━━━━━━━━━━━━━━━━━━━━━━━━━━━━━━━━━━━━━━ ━━━━━━━━━━━━━━━━━━━━━━━━━━━━━━━━━━━━━━━ ━━━━━━━━━━━━━━━━━━━━━━━━━━━━━━━━━━━━━━━ ━━━━━━━━━━━━━━━━━━━━━━━━━━━━━━━━━━━━━━━ ━━━━━━━━━━━━━━━━━━━━━━━━━━━━━━━━━━━━━━━ ━━━━━━━━━━━━━━━━━━━━━━━━━━━━━━━━━━━━━━━ ━━━━━━━━━━━━━━━━━━━━━━━━━━━━━━━━━━━━━━━ ━━━━━━━━━━━━━━━━━━━━━━━━━━━━━━━━━━━━━━━ ━━━━━━━━━━━━━━━━━━━━━━━━━━━━━━━━━━━━━━━ ━━━━━━━━━━━━━━━━━━━━━━━━━━━━━━━━━━━━━━━ ━━━━━━━━━━━━━━━━━━━━━━━━━━━━━━━━━━━━━━━ ━━━━━━━━━━━━━━━━━━━━━━━━━━━━━━━━━━━━━━━ ━━━━━━━━━━━━━━━━━━━━━━━━━━━━━━━━━━━━━━━ ━━━━━━━━━━━━━━━━━━━━━━━━━━━━━━━━━━━━━━━ ━━━━━━━━━━━━━━━━━━━━━━━━━━━━━━━━━━━━━━━ ━━━━━━━━━━━━━━━━━━━━━━━━━━━━━━━━━━━━━━━ ━━━━━━━━━━━━━━━━━━━━━━━━━━━━━━━━━━━━━━━ ━━━━━━━━━━━━━━━━━━━━━━━━━━━━━━━━━━━━━━━ ━━━━━━━━━━━━━━━━━━━━━━━━━━━━━━━━━━━━━━━ ━━━━━━━━━━━━━━━━━━━━━━━━━━━━━━━━━━━━━━━ ━━━━━━━━━━━━━━━━━━━━━━━━━━━━━━━━━━━━━━━ ━━━━━━━━━━━━━━━━━━━━━━━━━━━━━━━━━━━━━━━ ━━━━━━━━━━━━━━━━━━━━━━━━━━━━━━━━━━━━━━━ ━━━━━━━━━━━━━━━━━━━━━━━━━━━━━━━━━━━━━━━ ━━━━━━━━━━━━━━━━━━━━━━━━━━━━━━━━━━━━━━━ ━━━━━━━━━━━━━━━━━━━━━━━━━━━━━━━━━━━━━━━ ━━━━━━━━━━━━━━━━━━━━━━━━━━━━━━━━━━━━━━━ ━━━━━━━━━━━━━━━━━━━━━━━━━━━━━━━━━━━━━━━ ━━━━━━━━━━━━━━━━━━━━━━━━━━━━━━━━━━━━━━━ ━━━━━━━━━━━━━━━━━━━━━━━━━━━━━━━━━━━━━━━ bbox=[599, 38, 656, 279]
ro-paragraph: ━━━━━━━━━━━━━━━━━━━━━━━━━━━━━━━━━━━━━━━ ━━━━━━━━━━━━━━━━━━━━━━━━━━━━━━━━━━━━━━━ ━━━━━━━━━━━━━━━━━━━━━━━━━━━━━━━━━━━━━━━ ━━━━━━━━━━━━━━━━━━━━━━━━━━━━━━━━━━━━━━━ ━━━━━━━━━━━━━━━━━━━━━━━━━━━━━━━━━━━━━━━ ━━━━━━━━━━━━━━━━━━━━━━━━━━━━━━━━━━━━━━━ ━━━━━━━━━━━━━━━━━━━━━━━━━━━━━━━━━━━━━━━ ━━━━━━━━━━━━━━━━━━━━━━━━━━━━━━━━━━━━━━━ ━━━━━━━━━━━━━━━━━━━━━━━━━━━━━━━━━━━━━━━ ━━━━━━━━━━━━━━━━━━━━━━━━━━━━━━━━━━━━━━━ ━━━━━━━━━━━━━━━━━━━━━━━━━━━━━━━━━━━━━━━ ━━━━━━━━━━━━━━━━━━━━━━━━━━━━━━━━━━━━━━━ ━━━━━━━━━━━━━━━━━━━━━━━━━━━━━━━━━━━━━━━ ━━━━━━━━━━━━━━━━━━━━━━━━━━━━━━━━━━━━━━━ ━━━━━━━━━━━━━━━━━━━━━━━━━━━━━━━━━━━━━━━ ━━━━━━━━━━━━━━━━━━━━━━━━━━━━━━━━━━━━━━━ ━━━━━━━━━━━━━━━━━━━━━━━━━━━━━━━━━━━━━━━ ━━━━━━━━━━━━━━━━━━━━━━━━━━━━━━━━━━━━━━━ ━━━━━━━━━━━━━━━━━━━━━━━━━━━━━━━━━━━━━━━ ━━━━━━━━━━━━━━━━━━━━━━━━━━━━━━━━━━━━━━━ ━━━━━━━━━━━━━━━━━━━━━━━━━━━━━━━━━━━━━━━ ━━━━━━━━━━━━━━━━━━━━━━━━━━━━━━━━━━━━━━━ ━━━━━━━━━━━━━━━━━━━━━━━━━━━━━━━━━━━━━━━ ━━━━━━━━━━━━━━━━━━━━━━━━━━━━━━━━━━━━━━━ bbox=[722, 33, 778, 109]
kz-parts-list bbox=[536, 49, 594, 81]
callout-leader bbox=[86, 47, 87, 52]
ro-subtitle: Ceainicul bbox=[660, 37, 671, 41]
kz-safety-title: ҚАУІПСІЗДІК ШАРАЛАРЫ bbox=[536, 83, 566, 87]
ru-cleaning-title: ОЧИСТКА И УХОД bbox=[211, 261, 233, 265]
ru-paragraph: ━━━━━━━━━━━━━━━━━━━━━━━━━━━━━━━━━━━━━━━ ━━━━━━━━━━━━━━━━━━━━━━━━━━━━━━━━━━━━━━━ ━━━━━━━━━━━━━━━━━━━━━━━━━━━━━━━━━━━━━━━ ━━━━━━━━━━━━━━━━━━━━━━━━━━━━━━━━━━━━━━━ ━━━━━━━━━━━━━━━━━━━━━━━━━━━━━━━━━━━━━━━ ━━━━━━━━━━━━━━━━━━━━━━━━━━━━━━━━━━━━━━━ ━━━━━━━━━━━━━━━━━━━━━━━━━━━━━━━━━━━━━━━ ━━━━━━━━━━━━━━━━━━━━━━━━━━━━━━━━━━━━━━━ ━━━━━━━━━━━━━━━━━━━━━━━━━━━━━━━━━━━━━━━ ━━━━━━━━━━━━━━━━━━━━━━━━━━━━━━━━━━━━━━━ ━━━━━━━━━━━━━━━━━━━━━━━━━━━━━━━━━━━━━━━ ━━━━━━━━━━━━━━━━━━━━━━━━━━━━━━━━━━━━━━━ ━━━━━━━━━━━━━━━━━━━━━━━━━━━━━━━━━━━━━━━ ━━━━━━━━━━━━━━━━━━━━━━━━━━━━━━━━━━━━━━━ ━━━━━━━━━━━━━━━━━━━━━━━━━━━━━━━━━━━━━━━ ━━━━━━━━━━━━━━━━━━━━━━━━━━━━━━━━━━━━━━━ ━━━━━━━━━━━━━━━━━━━━━━━━━━━━━━━━━━━━━━━ ━━━━━━━━━━━━━━━━━━━━━━━━━━━━━━━━━━━━━━━ ━━━━━━━━━━━━━━━━━━━━━━━━━━━━━━━━━━━━━━━ ━━━━━━━━━━━━━━━━━━━━━━━━━━━━━━━━━━━━━━━ ━━━━━━━━━━━━━━━━━━━━━━━━━━━━━━━━━━━━━━━ ━━━━━━━━━━━━━━━━━━━━━━━━━━━━━━━━━━━━━━━ ━━━━━━━━━━━━━━━━━━━━━━━━━━━━━━━━━━━━━━━ ━━━━━━━━━━━━━━━━━━━━━━━━━━━━━━━━━━━━━━━ ━━━━━━━━━━━━━━━━━━━━━━━━━━━━━━━━━━━━━━━ ━━━━━━━━━━━━━━━━━━━━━━━━━━━━━━━━━━━━━━━ ━━━━━━━━━━━━━━━━━━━━━━━━━━━━━━━━━━━━━━━ ━━━━━━━━━━━━━━━━━━━━━━━━━━━━━━━━━━━━━━━ ━━━━━━━━━━━━━━━━━━━━━━━━━━━━━━━━━━━━━━━ ━━━━━━━━━━━━━━━━━━━━━━━━━━━━━━━━━━━━━━━ ━━━━━━━━━━━━━━━━━━━━━━━━━━━━━━━━━━━━━━━ ━━━━━━━━━━━━━━━━━━━━━━━━━━━━━━━━━━━━━━━ ━━━━━━━━━━━━━━━━━━━━━━━━━━━━━━━━━━━━━━━ ━━━━━━━━━━━━━━━━━━━━━━━━━━━━━━━━━━━━━━━ ━━━━━━━━━━━━━━━━━━━━━━━━━━━━━━━━━━━━━━━ ━━━━━━━━━━━━━━━━━━━━━━━━━━━━━━━━━━━━━━━ ━━━━━━━━━━━━━━━━━━━━━━━━━━━━━━━━━━━━━━━ bbox=[211, 142, 267, 259]
crop-mark bbox=[794, 441, 802, 442]
kz-part: 4. Қақпақты ашу пернесі bbox=[539, 58, 567, 62]
callout-8: 8 bbox=[130, 127, 136, 133]
de-cleaning-title: REINIGUNG UND PFLEGE bbox=[463, 243, 493, 247]
crop-mark bbox=[794, 12, 802, 13]
page-bottom-rule bbox=[279, 428, 395, 429]
callout-7: 7 bbox=[130, 114, 136, 120]
page-bottom-rule bbox=[403, 428, 519, 429]
ro-storage-title: PĂSTRARE bbox=[722, 305, 736, 309]
ce-mark-icon: C€ bbox=[463, 338, 475, 349]
crop-mark bbox=[10, 0, 11, 5]
eac-mark: EAC bbox=[600, 323, 609, 329]
ro-ce-block bbox=[722, 335, 778, 350]
ro-part: 1. Corpusul fierbătorului bbox=[663, 49, 689, 53]
en-column-2 bbox=[339, 33, 395, 423]
en-safety-title: SAFETY MEASURES bbox=[279, 101, 303, 105]
de-warranty-title: Gewährleistung bbox=[463, 323, 481, 327]
en-paragraph: ━━━━━━━━━━━━━━━━━━━━━━━━━━━━━━━━━━━━━━━ ━━━━━━━━━━━━━━━━━━━━━━━━━━━━━━━━━━━━━━━ ━━━━━━━━━━━━━━━━━━━━━━━━━━━━━━━━━━━━━━━ ━━━━━━━━━━━━━━━━━━━━━━━━━━━━━━━━━━━━━━━ ━━━━━━━━━━━━━━━━━━━━━━━━━━━━━━━━━━━━━━━ ━━━━━━━━━━━━━━━━━━━━━━━━━━━━━━━━━━━━━━━ ━━━━━━━━━━━━━━━━━━━━━━━━━━━━━━━━━━━━━━━ ━━━━━━━━━━━━━━━━━━━━━━━━━━━━━━━━━━━━━━━ ━━━━━━━━━━━━━━━━━━━━━━━━━━━━━━━━━━━━━━━ ━━━━━━━━━━━━━━━━━━━━━━━━━━━━━━━━━━━━━━━ ━━━━━━━━━━━━━━━━━━━━━━━━━━━━━━━━━━━━━━━ ━━━━━━━━━━━━━━━━━━━━━━━━━━━━━━━━━━━━━━━ ━━━━━━━━━━━━━━━━━━━━━━━━━━━━━━━━━━━━━━━ ━━━━━━━━━━━━━━━━━━━━━━━━━━━━━━━━━━━━━━━ ━━━━━━━━━━━━━━━━━━━━━━━━━━━━━━━━━━━━━━━ ━━━━━━━━━━━━━━━━━━━━━━━━━━━━━━━━━━━━━━━ ━━━━━━━━━━━━━━━━━━━━━━━━━━━━━━━━━━━━━━━ ━━━━━━━━━━━━━━━━━━━━━━━━━━━━━━━━━━━━━━━ ━━━━━━━━━━━━━━━━━━━━━━━━━━━━━━━━━━━━━━━ ━━━━━━━━━━━━━━━━━━━━━━━━━━━━━━━━━━━━━━━ ━━━━━━━━━━━━━━━━━━━━━━━━━━━━━━━━━━━━━━━ ━━━━━━━━━━━━━━━━━━━━━━━━━━━━━━━━━━━━━━━ ━━━━━━━━━━━━━━━━━━━━━━━━━━━━━━━━━━━━━━━ ━━━━━━━━━━━━━━━━━━━━━━━━━━━━━━━━━━━━━━━ ━━━━━━━━━━━━━━━━━━━━━━━━━━━━━━━━━━━━━━━ ━━━━━━━━━━━━━━━━━━━━━━━━━━━━━━━━━━━━━━━ bbox=[339, 33, 395, 115]
ro-paragraph: ━━━━━━━━━━━━━━━━━━━━━━━━━━━━━━━━━━━━━━━ ━━━━━━━━━━━━━━━━━━━━━━━━━━━━━━━━━━━━━━━ ━━━━━━━━━━━━━━━━━━━━━━━━━━━━━━━━━━━━━━━ ━━━━━━━━━━━━━━━━━━━━━━━━━━━━━━━━━━━━━━━ ━━━━━━━━━━━━━━━━━━━━━━━━━━━━━━━━━━━━━━━ ━━━━━━━━━━━━━━━━━━━━━━━━━━━━━━━━━━━━━━━ ━━━━━━━━━━━━━━━━━━━━━━━━━━━━━━━━━━━━━━━ ━━━━━━━━━━━━━━━━━━━━━━━━━━━━━━━━━━━━━━━ ━━━━━━━━━━━━━━━━━━━━━━━━━━━━━━━━━━━━━━━ ━━━━━━━━━━━━━━━━━━━━━━━━━━━━━━━━━━━━━━━ ━━━━━━━━━━━━━━━━━━━━━━━━━━━━━━━━━━━━━━━ ━━━━━━━━━━━━━━━━━━━━━━━━━━━━━━━━━━━━━━━ ━━━━━━━━━━━━━━━━━━━━━━━━━━━━━━━━━━━━━━━ ━━━━━━━━━━━━━━━━━━━━━━━━━━━━━━━━━━━━━━━ ━━━━━━━━━━━━━━━━━━━━━━━━━━━━━━━━━━━━━━━ ━━━━━━━━━━━━━━━━━━━━━━━━━━━━━━━━━━━━━━━ ━━━━━━━━━━━━━━━━━━━━━━━━━━━━━━━━━━━━━━━ ━━━━━━━━━━━━━━━━━━━━━━━━━━━━━━━━━━━━━━━ ━━━━━━━━━━━━━━━━━━━━━━━━━━━━━━━━━━━━━━━ bbox=[722, 243, 778, 303]
kz-part: 3. Қақпақ bbox=[539, 55, 550, 59]
svg-text:Scarlett: Scarlett bbox=[85, 120, 95, 123]
de-column-1 bbox=[403, 35, 459, 425]
ru-parts-list bbox=[151, 49, 207, 81]
section-title-ru: РУССКИЙ bbox=[151, 24, 184, 31]
ro-part: 7. Buton de pornire/oprire (I/0) bbox=[663, 68, 696, 72]
kz-cleaning-title: ТАЗАЛАУ ЖӘНЕ КҮТІМ bbox=[599, 281, 626, 285]
callout-1: 1 bbox=[45, 105, 51, 111]
crop-mark bbox=[0, 441, 8, 442]
ru-column-1 bbox=[151, 35, 207, 425]
kz-part: 1. Шәйнектің корпусы bbox=[539, 49, 563, 53]
ro-paragraph: ━━━━━━━━━━━━━━━━━━━━━━━━━━━━━━━━━━━━━━━ ━━━━━━━━━━━━━━━━━━━━━━━━━━━━━━━━━━━━━━━ ━━━━━━━━━━━━━━━━━━━━━━━━━━━━━━━━━━━━━━━ ━━━━━━━━━━━━━━━━━━━━━━━━━━━━━━━━━━━━━━━ ━━━━━━━━━━━━━━━━━━━━━━━━━━━━━━━━━━━━━━━ ━━━━━━━━━━━━━━━━━━━━━━━━━━━━━━━━━━━━━━━ ━━━━━━━━━━━━━━━━━━━━━━━━━━━━━━━━━━━━━━━ ━━━━━━━━━━━━━━━━━━━━━━━━━━━━━━━━━━━━━━━ ━━━━━━━━━━━━━━━━━━━━━━━━━━━━━━━━━━━━━━━ ━━━━━━━━━━━━━━━━━━━━━━━━━━━━━━━━━━━━━━━ ━━━━━━━━━━━━━━━━━━━━━━━━━━━━━━━━━━━━━━━ ━━━━━━━━━━━━━━━━━━━━━━━━━━━━━━━━━━━━━━━ ━━━━━━━━━━━━━━━━━━━━━━━━━━━━━━━━━━━━━━━ ━━━━━━━━━━━━━━━━━━━━━━━━━━━━━━━━━━━━━━━ ━━━━━━━━━━━━━━━━━━━━━━━━━━━━━━━━━━━━━━━ ━━━━━━━━━━━━━━━━━━━━━━━━━━━━━━━━━━━━━━━ ━━━━━━━━━━━━━━━━━━━━━━━━━━━━━━━━━━━━━━━ ━━━━━━━━━━━━━━━━━━━━━━━━━━━━━━━━━━━━━━━ ━━━━━━━━━━━━━━━━━━━━━━━━━━━━━━━━━━━━━━━ ━━━━━━━━━━━━━━━━━━━━━━━━━━━━━━━━━━━━━━━ ━━━━━━━━━━━━━━━━━━━━━━━━━━━━━━━━━━━━━━━ ━━━━━━━━━━━━━━━━━━━━━━━━━━━━━━━━━━━━━━━ ━━━━━━━━━━━━━━━━━━━━━━━━━━━━━━━━━━━━━━━ ━━━━━━━━━━━━━━━━━━━━━━━━━━━━━━━━━━━━━━━ ━━━━━━━━━━━━━━━━━━━━━━━━━━━━━━━━━━━━━━━ ━━━━━━━━━━━━━━━━━━━━━━━━━━━━━━━━━━━━━━━ ━━━━━━━━━━━━━━━━━━━━━━━━━━━━━━━━━━━━━━━ ━━━━━━━━━━━━━━━━━━━━━━━━━━━━━━━━━━━━━━━ ━━━━━━━━━━━━━━━━━━━━━━━━━━━━━━━━━━━━━━━ ━━━━━━━━━━━━━━━━━━━━━━━━━━━━━━━━━━━━━━━ ━━━━━━━━━━━━━━━━━━━━━━━━━━━━━━━━━━━━━━━ ━━━━━━━━━━━━━━━━━━━━━━━━━━━━━━━━━━━━━━━ ━━━━━━━━━━━━━━━━━━━━━━━━━━━━━━━━━━━━━━━ ━━━━━━━━━━━━━━━━━━━━━━━━━━━━━━━━━━━━━━━ ━━━━━━━━━━━━━━━━━━━━━━━━━━━━━━━━━━━━━━━ ━━━━━━━━━━━━━━━━━━━━━━━━━━━━━━━━━━━━━━━ ━━━━━━━━━━━━━━━━━━━━━━━━━━━━━━━━━━━━━━━ ━━━━━━━━━━━━━━━━━━━━━━━━━━━━━━━━━━━━━━━ ━━━━━━━━━━━━━━━━━━━━━━━━━━━━━━━━━━━━━━━ ━━━━━━━━━━━━━━━━━━━━━━━━━━━━━━━━━━━━━━━ ━━━━━━━━━━━━━━━━━━━━━━━━━━━━━━━━━━━━━━━ ━━━━━━━━━━━━━━━━━━━━━━━━━━━━━━━━━━━━━━━ ━━━━━━━━━━━━━━━━━━━━━━━━━━━━━━━━━━━━━━━ ━━━━━━━━━━━━━━━━━━━━━━━━━━━━━━━━━━━━━━━ ━━━━━━━━━━━━━━━━━━━━━━━━━━━━━━━━━━━━━━━ ━━━━━━━━━━━━━━━━━━━━━━━━━━━━━━━━━━━━━━━ ━━━━━━━━━━━━━━━━━━━━━━━━━━━━━━━━━━━━━━━ ━━━━━━━━━━━━━━━━━━━━━━━━━━━━━━━━━━━━━━━ ━━━━━━━━━━━━━━━━━━━━━━━━━━━━━━━━━━━━━━━ ━━━━━━━━━━━━━━━━━━━━━━━━━━━━━━━━━━━━━━━ ━━━━━━━━━━━━━━━━━━━━━━━━━━━━━━━━━━━━━━━ ━━━━━━━━━━━━━━━━━━━━━━━━━━━━━━━━━━━━━━━ ━━━━━━━━━━━━━━━━━━━━━━━━━━━━━━━━━━━━━━━ ━━━━━━━━━━━━━━━━━━━━━━━━━━━━━━━━━━━━━━━ ━━━━━━━━━━━━━━━━━━━━━━━━━━━━━━━━━━━━━━━ ━━━━━━━━━━━━━━━━━━━━━━━━━━━━━━━━━━━━━━━ ━━━━━━━━━━━━━━━━━━━━━━━━━━━━━━━━━━━━━━━ ━━━━━━━━━━━━━━━━━━━━━━━━━━━━━━━━━━━━━━━ ━━━━━━━━━━━━━━━━━━━━━━━━━━━━━━━━━━━━━━━ ━━━━━━━━━━━━━━━━━━━━━━━━━━━━━━━━━━━━━━━ ━━━━━━━━━━━━━━━━━━━━━━━━━━━━━━━━━━━━━━━ ━━━━━━━━━━━━━━━━━━━━━━━━━━━━━━━━━━━━━━━ ━━━━━━━━━━━━━━━━━━━━━━━━━━━━━━━━━━━━━━━ ━━━━━━━━━━━━━━━━━━━━━━━━━━━━━━━━━━━━━━━ ━━━━━━━━━━━━━━━━━━━━━━━━━━━━━━━━━━━━━━━ ━━━━━━━━━━━━━━━━━━━━━━━━━━━━━━━━━━━━━━━ ━━━━━━━━━━━━━━━━━━━━━━━━━━━━━━━━━━━━━━━ ━━━━━━━━━━━━━━━━━━━━━━━━━━━━━━━━━━━━━━━ ━━━━━━━━━━━━━━━━━━━━━━━━━━━━━━━━━━━━━━━ ━━━━━━━━━━━━━━━━━━━━━━━━━━━━━━━━━━━━━━━ ━━━━━━━━━━━━━━━━━━━━━━━━━━━━━━━━━━━━━━━ ━━━━━━━━━━━━━━━━━━━━━━━━━━━━━━━━━━━━━━━ ━━━━━━━━━━━━━━━━━━━━━━━━━━━━━━━━━━━━━━━ ━━━━━━━━━━━━━━━━━━━━━━━━━━━━━━━━━━━━━━━ ━━━━━━━━━━━━━━━━━━━━━━━━━━━━━━━━━━━━━━━ ━━━━━━━━━━━━━━━━━━━━━━━━━━━━━━━━━━━━━━━ ━━━━━━━━━━━━━━━━━━━━━━━━━━━━━━━━━━━━━━━ ━━━━━━━━━━━━━━━━━━━━━━━━━━━━━━━━━━━━━━━ ━━━━━━━━━━━━━━━━━━━━━━━━━━━━━━━━━━━━━━━ ━━━━━━━━━━━━━━━━━━━━━━━━━━━━━━━━━━━━━━━ bbox=[660, 104, 716, 358]
ru-part: 5. Ручка bbox=[154, 62, 164, 66]
crop-mark bbox=[792, 0, 793, 10]
ro-paragraph: ━━━━━━━━━━━━━━━━━━━━━━━━━━━━━━━━━━━━━━━ ━━━━━━━━━━━━━━━━━━━━━━━━━━━━━━━━━━━━━━━ ━━━━━━━━━━━━━━━━━━━━━━━━━━━━━━━━━━━━━━━ ━━━━━━━━━━━━━━━━━━━━━━━━━━━━━━━━━━━━━━━ bbox=[660, 86, 716, 100]
de-ce-block bbox=[463, 338, 519, 353]
ru-subtitle: Чайник bbox=[151, 37, 160, 41]
en-paragraph: ━━━━━━━━━━━━━━━━━━━━━━━━━━━━━━━━━━━━━━━ ━━━━━━━━━━━━━━━━━━━━━━━━━━━━━━━━━━━━━━━ ━━━━━━━━━━━━━━━━━━━━━━━━━━━━━━━━━━━━━━━ ━━━━━━━━━━━━━━━━━━━━━━━━━━━━━━━━━━━━━━━ ━━━━━━━━━━━━━━━━━━━━━━━━━━━━━━━━━━━━━━━ ━━━━━━━━━━━━━━━━━━━━━━━━━━━━━━━━━━━━━━━ ━━━━━━━━━━━━━━━━━━━━━━━━━━━━━━━━━━━━━━━ ━━━━━━━━━━━━━━━━━━━━━━━━━━━━━━━━━━━━━━━ ━━━━━━━━━━━━━━━━━━━━━━━━━━━━━━━━━━━━━━━ ━━━━━━━━━━━━━━━━━━━━━━━━━━━━━━━━━━━━━━━ ━━━━━━━━━━━━━━━━━━━━━━━━━━━━━━━━━━━━━━━ ━━━━━━━━━━━━━━━━━━━━━━━━━━━━━━━━━━━━━━━ ━━━━━━━━━━━━━━━━━━━━━━━━━━━━━━━━━━━━━━━ ━━━━━━━━━━━━━━━━━━━━━━━━━━━━━━━━━━━━━━━ ━━━━━━━━━━━━━━━━━━━━━━━━━━━━━━━━━━━━━━━ ━━━━━━━━━━━━━━━━━━━━━━━━━━━━━━━━━━━━━━━ ━━━━━━━━━━━━━━━━━━━━━━━━━━━━━━━━━━━━━━━ ━━━━━━━━━━━━━━━━━━━━━━━━━━━━━━━━━━━━━━━ ━━━━━━━━━━━━━━━━━━━━━━━━━━━━━━━━━━━━━━━ ━━━━━━━━━━━━━━━━━━━━━━━━━━━━━━━━━━━━━━━ ━━━━━━━━━━━━━━━━━━━━━━━━━━━━━━━━━━━━━━━ ━━━━━━━━━━━━━━━━━━━━━━━━━━━━━━━━━━━━━━━ ━━━━━━━━━━━━━━━━━━━━━━━━━━━━━━━━━━━━━━━ ━━━━━━━━━━━━━━━━━━━━━━━━━━━━━━━━━━━━━━━ ━━━━━━━━━━━━━━━━━━━━━━━━━━━━━━━━━━━━━━━ ━━━━━━━━━━━━━━━━━━━━━━━━━━━━━━━━━━━━━━━ ━━━━━━━━━━━━━━━━━━━━━━━━━━━━━━━━━━━━━━━ ━━━━━━━━━━━━━━━━━━━━━━━━━━━━━━━━━━━━━━━ ━━━━━━━━━━━━━━━━━━━━━━━━━━━━━━━━━━━━━━━ ━━━━━━━━━━━━━━━━━━━━━━━━━━━━━━━━━━━━━━━ ━━━━━━━━━━━━━━━━━━━━━━━━━━━━━━━━━━━━━━━ ━━━━━━━━━━━━━━━━━━━━━━━━━━━━━━━━━━━━━━━ ━━━━━━━━━━━━━━━━━━━━━━━━━━━━━━━━━━━━━━━ ━━━━━━━━━━━━━━━━━━━━━━━━━━━━━━━━━━━━━━━ ━━━━━━━━━━━━━━━━━━━━━━━━━━━━━━━━━━━━━━━ ━━━━━━━━━━━━━━━━━━━━━━━━━━━━━━━━━━━━━━━ bbox=[339, 124, 395, 238]
callout-leader bbox=[51, 108, 65, 109]
de-part: 1. Gehäuse des Wasserkochers bbox=[406, 49, 440, 53]
kz-operation-title: ЖҰМЫСҚА ДАЙЫНДАУ bbox=[599, 35, 627, 39]
ro-operation-title: UTILIZAREA bbox=[722, 111, 737, 115]
en-column-1 bbox=[279, 35, 335, 425]
ro-paragraph: ━━━━━━━━━━━━━━━━━━━━━━━━━━━━━━━━━━━━━━━ ━━━━━━━━━━━━━━━━━━━━━━━━━━━━━━━━━━━━━━━ ━━━━━━━━━━━━━━━━━━━━━━━━━━━━━━━━━━━━━━━ bbox=[722, 308, 778, 319]
fold-mark bbox=[529, 10, 530, 15]
footer-meta-right: www.scarlett.ru SC-EK18P25 bbox=[760, 447, 794, 450]
en-part: 10. Cord storage bbox=[282, 77, 300, 81]
page-number: 10 bbox=[206, 431, 209, 434]
de-paragraph: ━━━━━━━━━━━━━━━━━━━━━━━━━━━━━━━━━━━━━━━ ━━━━━━━━━━━━━━━━━━━━━━━━━━━━━━━━━━━━━━━ ━━━━━━━━━━━━━━━━━━━━━━━━━━━━━━━━━━━━━━━ ━━━━━━━━━━━━━━━━━━━━━━━━━━━━━━━━━━━━━━━ ━━━━━━━━━━━━━━━━━━━━━━━━━━━━━━━━━━━━━━━ ━━━━━━━━━━━━━━━━━━━━━━━━━━━━━━━━━━━━━━━ ━━━━━━━━━━━━━━━━━━━━━━━━━━━━━━━━━━━━━━━ ━━━━━━━━━━━━━━━━━━━━━━━━━━━━━━━━━━━━━━━ ━━━━━━━━━━━━━━━━━━━━━━━━━━━━━━━━━━━━━━━ ━━━━━━━━━━━━━━━━━━━━━━━━━━━━━━━━━━━━━━━ ━━━━━━━━━━━━━━━━━━━━━━━━━━━━━━━━━━━━━━━ ━━━━━━━━━━━━━━━━━━━━━━━━━━━━━━━━━━━━━━━ ━━━━━━━━━━━━━━━━━━━━━━━━━━━━━━━━━━━━━━━ ━━━━━━━━━━━━━━━━━━━━━━━━━━━━━━━━━━━━━━━ ━━━━━━━━━━━━━━━━━━━━━━━━━━━━━━━━━━━━━━━ ━━━━━━━━━━━━━━━━━━━━━━━━━━━━━━━━━━━━━━━ ━━━━━━━━━━━━━━━━━━━━━━━━━━━━━━━━━━━━━━━ ━━━━━━━━━━━━━━━━━━━━━━━━━━━━━━━━━━━━━━━ ━━━━━━━━━━━━━━━━━━━━━━━━━━━━━━━━━━━━━━━ ━━━━━━━━━━━━━━━━━━━━━━━━━━━━━━━━━━━━━━━ ━━━━━━━━━━━━━━━━━━━━━━━━━━━━━━━━━━━━━━━ ━━━━━━━━━━━━━━━━━━━━━━━━━━━━━━━━━━━━━━━ ━━━━━━━━━━━━━━━━━━━━━━━━━━━━━━━━━━━━━━━ ━━━━━━━━━━━━━━━━━━━━━━━━━━━━━━━━━━━━━━━ bbox=[463, 33, 519, 109]
ru-part: 6. Шкала уровня воды bbox=[154, 65, 179, 69]
ru-paragraph: ━━━━━━━━━━━━━━━━━━━━━━━━━━━━━━━━━━━━━━━ ━━━━━━━━━━━━━━━━━━━━━━━━━━━━━━━━━━━━━━━ ━━━━━━━━━━━━━━━━━━━━━━━━━━━━━━━━━━━━━━━ ━━━━━━━━━━━━━━━━━━━━━━━━━━━━━━━━━━━━━━━ ━━━━━━━━━━━━━━━━━━━━━━━━━━━━━━━━━━━━━━━ ━━━━━━━━━━━━━━━━━━━━━━━━━━━━━━━━━━━━━━━ ━━━━━━━━━━━━━━━━━━━━━━━━━━━━━━━━━━━━━━━ ━━━━━━━━━━━━━━━━━━━━━━━━━━━━━━━━━━━━━━━ ━━━━━━━━━━━━━━━━━━━━━━━━━━━━━━━━━━━━━━━ ━━━━━━━━━━━━━━━━━━━━━━━━━━━━━━━━━━━━━━━ ━━━━━━━━━━━━━━━━━━━━━━━━━━━━━━━━━━━━━━━ ━━━━━━━━━━━━━━━━━━━━━━━━━━━━━━━━━━━━━━━ ━━━━━━━━━━━━━━━━━━━━━━━━━━━━━━━━━━━━━━━ ━━━━━━━━━━━━━━━━━━━━━━━━━━━━━━━━━━━━━━━ ━━━━━━━━━━━━━━━━━━━━━━━━━━━━━━━━━━━━━━━ ━━━━━━━━━━━━━━━━━━━━━━━━━━━━━━━━━━━━━━━ ━━━━━━━━━━━━━━━━━━━━━━━━━━━━━━━━━━━━━━━ ━━━━━━━━━━━━━━━━━━━━━━━━━━━━━━━━━━━━━━━ ━━━━━━━━━━━━━━━━━━━━━━━━━━━━━━━━━━━━━━━ ━━━━━━━━━━━━━━━━━━━━━━━━━━━━━━━━━━━━━━━ ━━━━━━━━━━━━━━━━━━━━━━━━━━━━━━━━━━━━━━━ ━━━━━━━━━━━━━━━━━━━━━━━━━━━━━━━━━━━━━━━ ━━━━━━━━━━━━━━━━━━━━━━━━━━━━━━━━━━━━━━━ ━━━━━━━━━━━━━━━━━━━━━━━━━━━━━━━━━━━━━━━ ━━━━━━━━━━━━━━━━━━━━━━━━━━━━━━━━━━━━━━━ ━━━━━━━━━━━━━━━━━━━━━━━━━━━━━━━━━━━━━━━ ━━━━━━━━━━━━━━━━━━━━━━━━━━━━━━━━━━━━━━━ ━━━━━━━━━━━━━━━━━━━━━━━━━━━━━━━━━━━━━━━ ━━━━━━━━━━━━━━━━━━━━━━━━━━━━━━━━━━━━━━━ ━━━━━━━━━━━━━━━━━━━━━━━━━━━━━━━━━━━━━━━ ━━━━━━━━━━━━━━━━━━━━━━━━━━━━━━━━━━━━━━━ ━━━━━━━━━━━━━━━━━━━━━━━━━━━━━━━━━━━━━━━ ━━━━━━━━━━━━━━━━━━━━━━━━━━━━━━━━━━━━━━━ ━━━━━━━━━━━━━━━━━━━━━━━━━━━━━━━━━━━━━━━ ━━━━━━━━━━━━━━━━━━━━━━━━━━━━━━━━━━━━━━━ ━━━━━━━━━━━━━━━━━━━━━━━━━━━━━━━━━━━━━━━ ━━━━━━━━━━━━━━━━━━━━━━━━━━━━━━━━━━━━━━━ ━━━━━━━━━━━━━━━━━━━━━━━━━━━━━━━━━━━━━━━ ━━━━━━━━━━━━━━━━━━━━━━━━━━━━━━━━━━━━━━━ ━━━━━━━━━━━━━━━━━━━━━━━━━━━━━━━━━━━━━━━ ━━━━━━━━━━━━━━━━━━━━━━━━━━━━━━━━━━━━━━━ ━━━━━━━━━━━━━━━━━━━━━━━━━━━━━━━━━━━━━━━ ━━━━━━━━━━━━━━━━━━━━━━━━━━━━━━━━━━━━━━━ ━━━━━━━━━━━━━━━━━━━━━━━━━━━━━━━━━━━━━━━ ━━━━━━━━━━━━━━━━━━━━━━━━━━━━━━━━━━━━━━━ ━━━━━━━━━━━━━━━━━━━━━━━━━━━━━━━━━━━━━━━ ━━━━━━━━━━━━━━━━━━━━━━━━━━━━━━━━━━━━━━━ ━━━━━━━━━━━━━━━━━━━━━━━━━━━━━━━━━━━━━━━ ━━━━━━━━━━━━━━━━━━━━━━━━━━━━━━━━━━━━━━━ ━━━━━━━━━━━━━━━━━━━━━━━━━━━━━━━━━━━━━━━ ━━━━━━━━━━━━━━━━━━━━━━━━━━━━━━━━━━━━━━━ ━━━━━━━━━━━━━━━━━━━━━━━━━━━━━━━━━━━━━━━ ━━━━━━━━━━━━━━━━━━━━━━━━━━━━━━━━━━━━━━━ ━━━━━━━━━━━━━━━━━━━━━━━━━━━━━━━━━━━━━━━ ━━━━━━━━━━━━━━━━━━━━━━━━━━━━━━━━━━━━━━━ ━━━━━━━━━━━━━━━━━━━━━━━━━━━━━━━━━━━━━━━ ━━━━━━━━━━━━━━━━━━━━━━━━━━━━━━━━━━━━━━━ ━━━━━━━━━━━━━━━━━━━━━━━━━━━━━━━━━━━━━━━ ━━━━━━━━━━━━━━━━━━━━━━━━━━━━━━━━━━━━━━━ ━━━━━━━━━━━━━━━━━━━━━━━━━━━━━━━━━━━━━━━ ━━━━━━━━━━━━━━━━━━━━━━━━━━━━━━━━━━━━━━━ ━━━━━━━━━━━━━━━━━━━━━━━━━━━━━━━━━━━━━━━ ━━━━━━━━━━━━━━━━━━━━━━━━━━━━━━━━━━━━━━━ ━━━━━━━━━━━━━━━━━━━━━━━━━━━━━━━━━━━━━━━ ━━━━━━━━━━━━━━━━━━━━━━━━━━━━━━━━━━━━━━━ ━━━━━━━━━━━━━━━━━━━━━━━━━━━━━━━━━━━━━━━ ━━━━━━━━━━━━━━━━━━━━━━━━━━━━━━━━━━━━━━━ ━━━━━━━━━━━━━━━━━━━━━━━━━━━━━━━━━━━━━━━ ━━━━━━━━━━━━━━━━━━━━━━━━━━━━━━━━━━━━━━━ ━━━━━━━━━━━━━━━━━━━━━━━━━━━━━━━━━━━━━━━ ━━━━━━━━━━━━━━━━━━━━━━━━━━━━━━━━━━━━━━━ ━━━━━━━━━━━━━━━━━━━━━━━━━━━━━━━━━━━━━━━ ━━━━━━━━━━━━━━━━━━━━━━━━━━━━━━━━━━━━━━━ ━━━━━━━━━━━━━━━━━━━━━━━━━━━━━━━━━━━━━━━ ━━━━━━━━━━━━━━━━━━━━━━━━━━━━━━━━━━━━━━━ ━━━━━━━━━━━━━━━━━━━━━━━━━━━━━━━━━━━━━━━ ━━━━━━━━━━━━━━━━━━━━━━━━━━━━━━━━━━━━━━━ ━━━━━━━━━━━━━━━━━━━━━━━━━━━━━━━━━━━━━━━ ━━━━━━━━━━━━━━━━━━━━━━━━━━━━━━━━━━━━━━━ ━━━━━━━━━━━━━━━━━━━━━━━━━━━━━━━━━━━━━━━ ━━━━━━━━━━━━━━━━━━━━━━━━━━━━━━━━━━━━━━━ ━━━━━━━━━━━━━━━━━━━━━━━━━━━━━━━━━━━━━━━ ━━━━━━━━━━━━━━━━━━━━━━━━━━━━━━━━━━━━━━━ ━━━━━━━━━━━━━━━━━━━━━━━━━━━━━━━━━━━━━━━ bbox=[151, 104, 207, 370]
de-part: 6. Wasserstandsanzeige bbox=[406, 65, 433, 69]
ro-paragraph: ━━━━━━━━━━━━━━━━━━━━━━━━━━━━━━━━━━━━━━━ ━━━━━━━━━━━━━━━━━━━━━━━━━━━━━━━━━━━━━━━ ━━━━━━━━━━━━━━━━━━━━━━━━━━━━━━━━━━━━━━━ ━━━━━━━━━━━━━━━━━━━━━━━━━━━━━━━━━━━━━━━ ━━━━━━━━━━━━━━━━━━━━━━━━━━━━━━━━━━━━━━━ ━━━━━━━━━━━━━━━━━━━━━━━━━━━━━━━━━━━━━━━ ━━━━━━━━━━━━━━━━━━━━━━━━━━━━━━━━━━━━━━━ ━━━━━━━━━━━━━━━━━━━━━━━━━━━━━━━━━━━━━━━ ━━━━━━━━━━━━━━━━━━━━━━━━━━━━━━━━━━━━━━━ ━━━━━━━━━━━━━━━━━━━━━━━━━━━━━━━━━━━━━━━ ━━━━━━━━━━━━━━━━━━━━━━━━━━━━━━━━━━━━━━━ ━━━━━━━━━━━━━━━━━━━━━━━━━━━━━━━━━━━━━━━ ━━━━━━━━━━━━━━━━━━━━━━━━━━━━━━━━━━━━━━━ ━━━━━━━━━━━━━━━━━━━━━━━━━━━━━━━━━━━━━━━ ━━━━━━━━━━━━━━━━━━━━━━━━━━━━━━━━━━━━━━━ ━━━━━━━━━━━━━━━━━━━━━━━━━━━━━━━━━━━━━━━ ━━━━━━━━━━━━━━━━━━━━━━━━━━━━━━━━━━━━━━━ ━━━━━━━━━━━━━━━━━━━━━━━━━━━━━━━━━━━━━━━ ━━━━━━━━━━━━━━━━━━━━━━━━━━━━━━━━━━━━━━━ ━━━━━━━━━━━━━━━━━━━━━━━━━━━━━━━━━━━━━━━ ━━━━━━━━━━━━━━━━━━━━━━━━━━━━━━━━━━━━━━━ ━━━━━━━━━━━━━━━━━━━━━━━━━━━━━━━━━━━━━━━ ━━━━━━━━━━━━━━━━━━━━━━━━━━━━━━━━━━━━━━━ ━━━━━━━━━━━━━━━━━━━━━━━━━━━━━━━━━━━━━━━ ━━━━━━━━━━━━━━━━━━━━━━━━━━━━━━━━━━━━━━━ ━━━━━━━━━━━━━━━━━━━━━━━━━━━━━━━━━━━━━━━ ━━━━━━━━━━━━━━━━━━━━━━━━━━━━━━━━━━━━━━━ ━━━━━━━━━━━━━━━━━━━━━━━━━━━━━━━━━━━━━━━ ━━━━━━━━━━━━━━━━━━━━━━━━━━━━━━━━━━━━━━━ ━━━━━━━━━━━━━━━━━━━━━━━━━━━━━━━━━━━━━━━ ━━━━━━━━━━━━━━━━━━━━━━━━━━━━━━━━━━━━━━━ ━━━━━━━━━━━━━━━━━━━━━━━━━━━━━━━━━━━━━━━ ━━━━━━━━━━━━━━━━━━━━━━━━━━━━━━━━━━━━━━━ ━━━━━━━━━━━━━━━━━━━━━━━━━━━━━━━━━━━━━━━ ━━━━━━━━━━━━━━━━━━━━━━━━━━━━━━━━━━━━━━━ ━━━━━━━━━━━━━━━━━━━━━━━━━━━━━━━━━━━━━━━ ━━━━━━━━━━━━━━━━━━━━━━━━━━━━━━━━━━━━━━━ ━━━━━━━━━━━━━━━━━━━━━━━━━━━━━━━━━━━━━━━ ━━━━━━━━━━━━━━━━━━━━━━━━━━━━━━━━━━━━━━━ bbox=[722, 114, 778, 238]
kettle-illustration bbox=[40, 35, 140, 155]
kz-part: 7. Қосу/өшіру пернесі (I/0) bbox=[539, 68, 568, 72]
ru-paragraph: ━━━━━━━━━━━━━━━━━━━━━━━━━━━━━━━━━━━━━━━ ━━━━━━━━━━━━━━━━━━━━━━━━━━━━━━━━━━━━━━━ ━━━━━━━━━━━━━━━━━━━━━━━━━━━━━━━━━━━━━━━ bbox=[211, 308, 267, 318]
ro-part: 9. Suport bbox=[663, 74, 673, 78]
en-paragraph: ━━━━━━━━━━━━━━━━━━━━━━━━━━━━━━━━━━━━━━━ ━━━━━━━━━━━━━━━━━━━━━━━━━━━━━━━━━━━━━━━ ━━━━━━━━━━━━━━━━━━━━━━━━━━━━━━━━━━━━━━━ ━━━━━━━━━━━━━━━━━━━━━━━━━━━━━━━━━━━━━━━ ━━━━━━━━━━━━━━━━━━━━━━━━━━━━━━━━━━━━━━━ ━━━━━━━━━━━━━━━━━━━━━━━━━━━━━━━━━━━━━━━ ━━━━━━━━━━━━━━━━━━━━━━━━━━━━━━━━━━━━━━━ ━━━━━━━━━━━━━━━━━━━━━━━━━━━━━━━━━━━━━━━ ━━━━━━━━━━━━━━━━━━━━━━━━━━━━━━━━━━━━━━━ ━━━━━━━━━━━━━━━━━━━━━━━━━━━━━━━━━━━━━━━ ━━━━━━━━━━━━━━━━━━━━━━━━━━━━━━━━━━━━━━━ ━━━━━━━━━━━━━━━━━━━━━━━━━━━━━━━━━━━━━━━ ━━━━━━━━━━━━━━━━━━━━━━━━━━━━━━━━━━━━━━━ ━━━━━━━━━━━━━━━━━━━━━━━━━━━━━━━━━━━━━━━ ━━━━━━━━━━━━━━━━━━━━━━━━━━━━━━━━━━━━━━━ ━━━━━━━━━━━━━━━━━━━━━━━━━━━━━━━━━━━━━━━ ━━━━━━━━━━━━━━━━━━━━━━━━━━━━━━━━━━━━━━━ ━━━━━━━━━━━━━━━━━━━━━━━━━━━━━━━━━━━━━━━ ━━━━━━━━━━━━━━━━━━━━━━━━━━━━━━━━━━━━━━━ ━━━━━━━━━━━━━━━━━━━━━━━━━━━━━━━━━━━━━━━ ━━━━━━━━━━━━━━━━━━━━━━━━━━━━━━━━━━━━━━━ ━━━━━━━━━━━━━━━━━━━━━━━━━━━━━━━━━━━━━━━ ━━━━━━━━━━━━━━━━━━━━━━━━━━━━━━━━━━━━━━━ ━━━━━━━━━━━━━━━━━━━━━━━━━━━━━━━━━━━━━━━ ━━━━━━━━━━━━━━━━━━━━━━━━━━━━━━━━━━━━━━━ ━━━━━━━━━━━━━━━━━━━━━━━━━━━━━━━━━━━━━━━ ━━━━━━━━━━━━━━━━━━━━━━━━━━━━━━━━━━━━━━━ ━━━━━━━━━━━━━━━━━━━━━━━━━━━━━━━━━━━━━━━ bbox=[339, 243, 395, 332]
ru-paragraph: ━━━━━━━━━━━━━━━━━━━━━━━━━━━━━━━━━━━━━━━ ━━━━━━━━━━━━━━━━━━━━━━━━━━━━━━━━━━━━━━━ ━━━━━━━━━━━━━━━━━━━━━━━━━━━━━━━━━━━━━━━ ━━━━━━━━━━━━━ bbox=[151, 86, 207, 100]
fold-mark bbox=[529, 428, 530, 433]
section-title-ro: romînă / moldovenească bbox=[660, 24, 741, 31]
ro-paragraph: ━━━━━━━━━━━━━━━━━━━━━━━━━━━━━━━━━━━━━━━ ━━━━━━━━━━━━━━━━━━━━━━━━━━━━━━━━━━━━━━━ ━━━━━━━━━━━━━━━━━━━━━━━━━━━━━━━━━━━━━━━ ━━━━━━━━━━━━━━━━━━━━━━━━━━━━━━━━━━━━━━━ bbox=[722, 323, 778, 337]
en-storage-title: STORAGE bbox=[339, 334, 351, 338]
ro-attention-title: Atenție! bbox=[660, 83, 669, 87]
ro-part: 8. Indicator luminos de funcționare bbox=[663, 71, 700, 75]
ro-parts-list bbox=[660, 49, 716, 81]
de-paragraph: ━━━━━━━━━━━━━━━━━━━━━━━━━━━━━━━━━━━━━━━ ━━━━━━━━━━━━━━━━━━━━━━━━━━━━━━━━━━━━━━━ ━━━━━━━━━━━━━━━━━━━━━━━━━━━━━━━━━━━━━━━ ━━━━━━━━━━━━━━━━━━━━━━━━━━━━━━━━━━━━━━━ ━━━━━━━━━━━━━━━━━━━━━━━━━━━━━━━━━━━━━━━ ━━━━━━━━━━━━━━━━━━━━━━━━━━━━━━━━━━━━━━━ ━━━━━━━━━━━━━━━━━━━━━━━━━━━━━━━━━━━━━━━ ━━━━━━━━━━━━━━━━━━━━━━━━━━━━━━━━━━━━━━━ ━━━━━━━━━━━━━━━━━━━━━━━━━━━━━━━━━━━━━━━ ━━━━━━━━━━━━━━━━━━━━━━━━━━━━━━━━━━━━━━━ ━━━━━━━━━━━━━━━━━━━━━━━━━━━━━━━━━━━━━━━ ━━━━━━━━━━━━━━━━━━━━━━━━━━━━━━━━━━━━━━━ ━━━━━━━━━━━━━━━━━━━━━━━━━━━━━━━━━━━━━━━ ━━━━━━━━━━━━━━━━━━━━━━━━━━━━━━━━━━━━━━━ ━━━━━━━━━━━━━━━━━━━━━━━━━━━━━━━━━━━━━━━ ━━━━━━━━━━━━━━━━━━━━━━━━━━━━━━━━━━━━━━━ ━━━━━━━━━━━━━━━━━━━━━━━━━━━━━━━━━━━━━━━ ━━━━━━━━━━━━━━━━━━━━━━━━━━━━━━━━━━━━━━━ ━━━━━━━━━━━━━━━━━━━━━━━━━━━━━━━━━━━━━━━ ━━━━━━━━━━━━━━━━━━━━━━━━━━━━━━━━━━━━━━━ ━━━━━━━━━━━━━━━━━━━━━━━━━━━━━━━━━━━━━━━ ━━━━━━━━━━━━━━━━━━━━━━━━━━━━━━━━━━━━━━━ ━━━━━━━━━━━━━━━━━━━━━━━━━━━━━━━━━━━━━━━ ━━━━━━━━━━━━━━━━━━━━━━━━━━━━━━━━━━━━━━━ ━━━━━━━━━━━━━━━━━━━━━━━━━━━━━━━━━━━━━━━ ━━━━━━━━━━━━━━━━━━━━━━━━━━━━━━━━━━━━━━━ ━━━━━━━━━━━━━━━━━━━━━━━━━━━━━━━━━━━━━━━ ━━━━━━━━━━━━━━━━━━━━━━━━━━━━━━━━━━━━━━━ ━━━━━━━━━━━━━━━━━━━━━━━━━━━━━━━━━━━━━━━ ━━━━━━━━━━━━━━━━━━━━━━━━━━━━━━━━━━━━━━━ ━━━━━━━━━━━━━━━━━━━━━━━━━━━━━━━━━━━━━━━ ━━━━━━━━━━━━━━━━━━━━━━━━━━━━━━━━━━━━━━━ ━━━━━━━━━━━━━━━━━━━━━━━━━━━━━━━━━━━━━━━ ━━━━━━━━━━━━━━━━━━━━━━━━━━━━━━━━━━━━━━━ ━━━━━━━━━━━━━━━━━━━━━━━━━━━━━━━━━━━━━━━ ━━━━━━━━━━━━━━━━━━━━━━━━━━━━━━━━━━━━━━━ ━━━━━━━━━━━━━━━━━━━━━━━━━━━━━━━━━━━━━━━ ━━━━━━━━━━━━━━━━━━━━━━━━━━━━━━━━━━━━━━━ ━━━━━━━━━━━━━━━━━━━━━━━━━━━━━━━━━━━━━━━ ━━━━━━━━━━━━━━━━━━━━━━━━━━━━━━━━━━━━━━━ ━━━━━━━━━━━━━━━━━━━━━━━━━━━━━━━━━━━━━━━ ━━━━━━━━━━━━━━━━━━━━━━━━━━━━━━━━━━━━━━━ ━━━━━━━━━━━━━━━━━━━━━━━━━━━━━━━━━━━━━━━ ━━━━━━━━━━━━━━━━━━━━━━━━━━━━━━━━━━━━━━━ ━━━━━━━━━━━━━━━━━━━━━━━━━━━━━━━━━━━━━━━ ━━━━━━━━━━━━━━━━━━━━━━━━━━━━━━━━━━━━━━━ ━━━━━━━━━━━━━━━━━━━━━━━━━━━━━━━━━━━━━━━ ━━━━━━━━━━━━━━━━━━━━━━━━━━━━━━━━━━━━━━━ ━━━━━━━━━━━━━━━━━━━━━━━━━━━━━━━━━━━━━━━ ━━━━━━━━━━━━━━━━━━━━━━━━━━━━━━━━━━━━━━━ ━━━━━━━━━━━━━━━━━━━━━━━━━━━━━━━━━━━━━━━ ━━━━━━━━━━━━━━━━━━━━━━━━━━━━━━━━━━━━━━━ ━━━━━━━━━━━━━━━━━━━━━━━━━━━━━━━━━━━━━━━ ━━━━━━━━━━━━━━━━━━━━━━━━━━━━━━━━━━━━━━━ ━━━━━━━━━━━━━━━━━━━━━━━━━━━━━━━━━━━━━━━ ━━━━━━━━━━━━━━━━━━━━━━━━━━━━━━━━━━━━━━━ ━━━━━━━━━━━━━━━━━━━━━━━━━━━━━━━━━━━━━━━ ━━━━━━━━━━━━━━━━━━━━━━━━━━━━━━━━━━━━━━━ ━━━━━━━━━━━━━━━━━━━━━━━━━━━━━━━━━━━━━━━ ━━━━━━━━━━━━━━━━━━━━━━━━━━━━━━━━━━━━━━━ ━━━━━━━━━━━━━━━━━━━━━━━━━━━━━━━━━━━━━━━ ━━━━━━━━━━━━━━━━━━━━━━━━━━━━━━━━━━━━━━━ ━━━━━━━━━━━━━━━━━━━━━━━━━━━━━━━━━━━━━━━ ━━━━━━━━━━━━━━━━━━━━━━━━━━━━━━━━━━━━━━━ ━━━━━━━━━━━━━━━━━━━━━━━━━━━━━━━━━━━━━━━ ━━━━━━━━━━━━━━━━━━━━━━━━━━━━━━━━━━━━━━━ ━━━━━━━━━━━━━━━━━━━━━━━━━━━━━━━━━━━━━━━ ━━━━━━━━━━━━━━━━━━━━━━━━━━━━━━━━━━━━━━━ ━━━━━━━━━━━━━━━━━━━━━━━━━━━━━━━━━━━━━━━ ━━━━━━━━━━━━━━━━━━━━━━━━━━━━━━━━━━━━━━━ ━━━━━━━━━━━━━━━━━━━━━━━━━━━━━━━━━━━━━━━ ━━━━━━━━━━━━━━━━━━━━━━━━━━━━━━━━━━━━━━━ ━━━━━━━━━━━━━━━━━━━━━━━━━━━━━━━━━━━━━━━ ━━━━━━━━━━━━━━━━━━━━━━━━━━━━━━━━━━━━━━━ ━━━━━━━━━━━━━━━━━━━━━━━━━━━━━━━━━━━━━━━ ━━━━━━━━━━━━━━━━━━━━━━━━━━━━━━━━━━━━━━━ ━━━━━━━━━━━━━━━━━━━━━━━━━━━━━━━━━━━━━━━ ━━━━━━━━━━━━━━━━━━━━━━━━━━━━━━━━━━━━━━━ ━━━━━━━━━━━━━━━━━━━━━━━━━━━━━━━━━━━━━━━ ━━━━━━━━━━━━━━━━━━━━━━━━━━━━━━━━━━━━━━━ ━━━━━━━━━━━━━━━━━━━━━━━━━━━━━━━━━━━━━━━ bbox=[403, 104, 459, 361]
de-subtitle: Wasserkocher bbox=[403, 37, 420, 41]
en-attention-title: Attention! bbox=[279, 83, 291, 87]
kz-subtitle: Шәйнек bbox=[536, 37, 546, 41]
en-subtitle: Kettle bbox=[279, 37, 286, 41]
de-part: 2. Filter bbox=[406, 52, 414, 56]
ro-part: 2. Filtru bbox=[663, 52, 671, 56]
ro-part: 6. Marcaj de nivel al apei bbox=[663, 65, 690, 69]
